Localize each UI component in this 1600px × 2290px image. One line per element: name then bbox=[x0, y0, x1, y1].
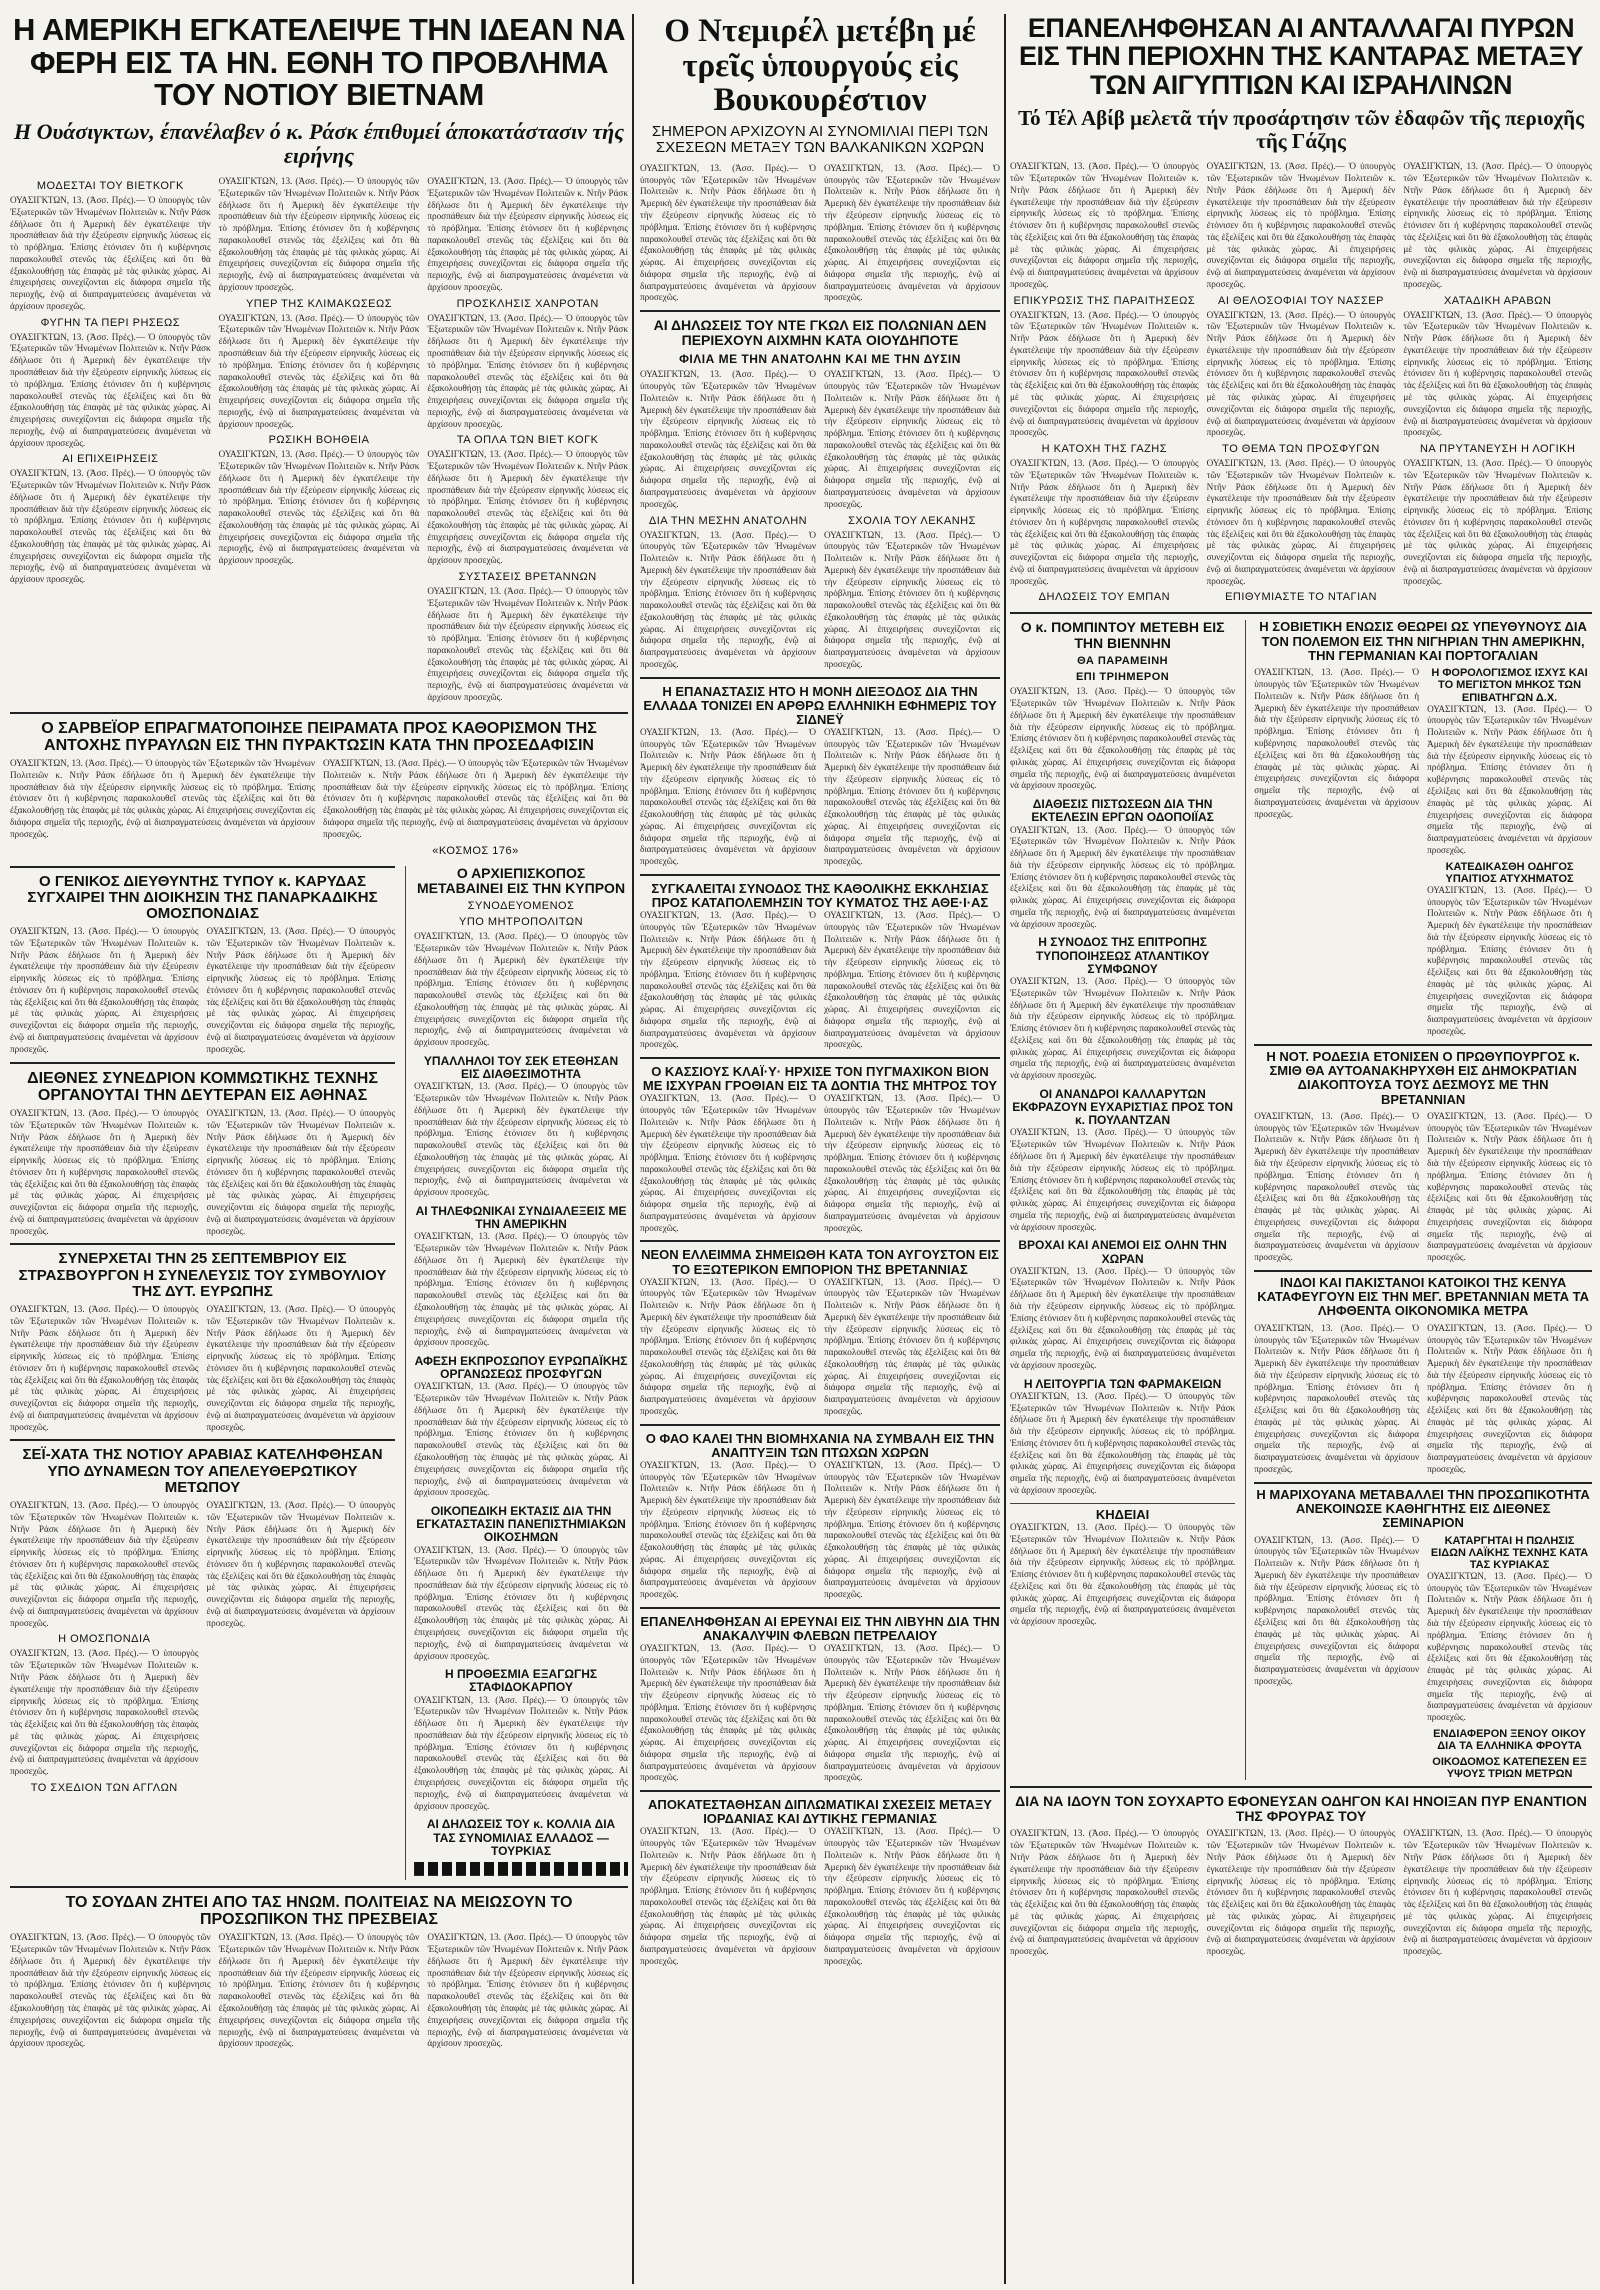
section-heading: ΣΥΝΟΔΕΥΟΜΕΝΟΣ bbox=[467, 900, 575, 913]
article-text: ΟΥΑΣΙΓΚΤΩΝ, 13. (Ἀσσ. Πρές).— Ὁ ὑπουργὸς τῶν Ἐξωτερικῶν τῶν Ἡνωμένων Πολιτειῶν κ. Ντῆν Ράσκ ἐδήλωσε ὅτι ἡ Ἀμερικὴ δὲν ἐγκατέλειψε τὴν προσπάθειαν διὰ τὴν ἐξεύρεσιν εἰρηνικῆς λύσεως εἰς τὸ πρόβλημα. Ἐπίσης ἐτόνισεν ὅτι ἡ κυβέρνησις παρακολουθεῖ στενῶς τὰς ἐξελίξεις καὶ ὅτι θὰ ἐξακολουθήσῃ τὰς ἐπαφὰς μὲ τὰς φιλικὰς χώρας. Αἱ ἐπιχειρήσεις συνεχίζονται εἰς διάφορα σημεῖα τῆς περιοχῆς, ἐνῷ αἱ διαπραγματεύσεις ἀναμένεται νὰ ἀρχίσουν προσεχῶς. bbox=[1254, 667, 1420, 819]
article-text: ΟΥΑΣΙΓΚΤΩΝ, 13. (Ἀσσ. Πρές).— Ὁ ὑπουργὸς τῶν Ἐξωτερικῶν τῶν Ἡνωμένων Πολιτειῶν κ. Ντῆν Ράσκ ἐδήλωσε ὅτι ἡ Ἀμερικὴ δὲν ἐγκατέλειψε τὴν προσπάθειαν διὰ τὴν ἐξεύρεσιν εἰρηνικῆς λύσεως εἰς τὸ πρόβλημα. Ἐπίσης ἐτόνισεν ὅτι ἡ κυβέρνησις παρακολουθεῖ στενῶς τὰς ἐξελίξεις καὶ ὅτι θὰ ἐξακολουθήσῃ τὰς ἐπαφὰς μὲ τὰς φιλικὰς χώρας. Αἱ ἐπιχειρήσεις συνεχίζονται εἰς διάφορα σημεῖα τῆς περιοχῆς, ἐνῷ αἱ διαπραγματεύσεις ἀναμένεται νὰ ἀρχίσουν προσεχῶς. bbox=[10, 1108, 199, 1236]
section-heading: ΕΠΙΘΥΜΙΑΣΤΕ ΤΟ ΝΤΑΓΙΑΝ bbox=[1225, 591, 1377, 604]
section-heading: ΕΠΙΚΥΡΩΣΙΣ ΤΗΣ ΠΑΡΑΙΤΗΣΕΩΣ bbox=[1013, 294, 1196, 307]
article-text: ΟΥΑΣΙΓΚΤΩΝ, 13. (Ἀσσ. Πρές).— Ὁ ὑπουργὸς τῶν Ἐξωτερικῶν τῶν Ἡνωμένων Πολιτειῶν κ. Ντῆν Ράσκ ἐδήλωσε ὅτι ἡ Ἀμερικὴ δὲν ἐγκατέλειψε τὴν προσπάθειαν διὰ τὴν ἐξεύρεσιν εἰρηνικῆς λύσεως εἰς τὸ πρόβλημα. Ἐπίσης ἐτόνισεν ὅτι ἡ κυβέρνησις παρακολουθεῖ στενῶς τὰς ἐξελίξεις καὶ ὅτι θὰ ἐξακολουθήσῃ τὰς ἐπαφὰς μὲ τὰς φιλικὰς χώρας. Αἱ ἐπιχειρήσεις συνεχίζονται εἰς διάφορα σημεῖα τῆς περιοχῆς, ἐνῷ αἱ διαπραγματεύσεις ἀναμένεται νὰ ἀρχίσουν προσεχῶς. bbox=[824, 369, 1000, 509]
section-heading: ΔΙΑ ΤΗΝ ΜΕΣΗΝ ΑΝΑΤΟΛΗΝ bbox=[648, 514, 808, 527]
article-text: ΟΥΑΣΙΓΚΤΩΝ, 13. (Ἀσσ. Πρές).— Ὁ ὑπουργὸς τῶν Ἐξωτερικῶν τῶν Ἡνωμένων Πολιτειῶν κ. Ντῆν Ράσκ ἐδήλωσε ὅτι ἡ Ἀμερικὴ δὲν ἐγκατέλειψε τὴν προσπάθειαν διὰ τὴν ἐξεύρεσιν εἰρηνικῆς λύσεως εἰς τὸ πρόβλημα. Ἐπίσης ἐτόνισεν ὅτι ἡ κυβέρνησις παρακολουθεῖ στενῶς τὰς ἐξελίξεις καὶ ὅτι θὰ ἐξακολουθήσῃ τὰς ἐπαφὰς μὲ τὰς φιλικὰς χώρας. Αἱ ἐπιχειρήσεις συνεχίζονται εἰς διάφορα σημεῖα τῆς περιοχῆς, ἐνῷ αἱ διαπραγματεύσεις ἀναμένεται νὰ ἀρχίσουν προσεχῶς. bbox=[1010, 975, 1236, 1081]
article-text: ΟΥΑΣΙΓΚΤΩΝ, 13. (Ἀσσ. Πρές).— Ὁ ὑπουργὸς τῶν Ἐξωτερικῶν τῶν Ἡνωμένων Πολιτειῶν κ. Ντῆν Ράσκ ἐδήλωσε ὅτι ἡ Ἀμερικὴ δὲν ἐγκατέλειψε τὴν προσπάθειαν διὰ τὴν ἐξεύρεσιν εἰρηνικῆς λύσεως εἰς τὸ πρόβλημα. Ἐπίσης ἐτόνισεν ὅτι ἡ κυβέρνησις παρακολουθεῖ στενῶς τὰς ἐξελίξεις καὶ ὅτι θὰ ἐξακολουθήσῃ τὰς ἐπαφὰς μὲ τὰς φιλικὰς χώρας. Αἱ ἐπιχειρήσεις συνεχίζονται εἰς διάφορα σημεῖα τῆς περιοχῆς, ἐνῷ αἱ διαπραγματεύσεις ἀναμένεται νὰ ἀρχίσουν προσεχῶς. bbox=[206, 926, 396, 1054]
section-heading: ΑΙ ΘΕΛΟΣΟΦΙΑΙ ΤΟΥ ΝΑΣΣΕΡ bbox=[1218, 294, 1384, 307]
article-text: ΟΥΑΣΙΓΚΤΩΝ, 13. (Ἀσσ. Πρές).— Ὁ ὑπουργὸς τῶν Ἐξωτερικῶν τῶν Ἡνωμένων Πολιτειῶν κ. Ντῆν Ράσκ ἐδήλωσε ὅτι ἡ Ἀμερικὴ δὲν ἐγκατέλειψε τὴν προσπάθειαν διὰ τὴν ἐξεύρεσιν εἰρηνικῆς λύσεως εἰς τὸ πρόβλημα. Ἐπίσης ἐτόνισεν ὅτι ἡ κυβέρνησις παρακολουθεῖ στενῶς τὰς ἐξελίξεις καὶ ὅτι θὰ ἐξακολουθήσῃ τὰς ἐπαφὰς μὲ τὰς φιλικὰς χώρας. Αἱ ἐπιχειρήσεις συνεχίζονται εἰς διάφορα σημεῖα τῆς περιοχῆς, ἐνῷ αἱ διαπραγματεύσεις ἀναμένεται νὰ ἀρχίσουν προσεχῶς. bbox=[414, 1381, 628, 1498]
article-text: ΟΥΑΣΙΓΚΤΩΝ, 13. (Ἀσσ. Πρές).— Ὁ ὑπουργὸς τῶν Ἐξωτερικῶν τῶν Ἡνωμένων Πολιτειῶν κ. Ντῆν Ράσκ ἐδήλωσε ὅτι ἡ Ἀμερικὴ δὲν ἐγκατέλειψε τὴν προσπάθειαν διὰ τὴν ἐξεύρεσιν εἰρηνικῆς λύσεως εἰς τὸ πρόβλημα. Ἐπίσης ἐτόνισεν ὅτι ἡ κυβέρνησις παρακολουθεῖ στενῶς τὰς ἐξελίξεις καὶ ὅτι θὰ ἐξακολουθήσῃ τὰς ἐπαφὰς μὲ τὰς φιλικὰς χώρας. Αἱ ἐπιχειρήσεις συνεχίζονται εἰς διάφορα σημεῖα τῆς περιοχῆς, ἐνῷ αἱ διαπραγματεύσεις ἀναμένεται νὰ ἀρχίσουν προσεχῶς. bbox=[10, 758, 315, 839]
article-text: ΟΥΑΣΙΓΚΤΩΝ, 13. (Ἀσσ. Πρές).— Ὁ ὑπουργὸς τῶν Ἐξωτερικῶν τῶν Ἡνωμένων Πολιτειῶν κ. Ντῆν Ράσκ ἐδήλωσε ὅτι ἡ Ἀμερικὴ δὲν ἐγκατέλειψε τὴν προσπάθειαν διὰ τὴν ἐξεύρεσιν εἰρηνικῆς λύσεως εἰς τὸ πρόβλημα. Ἐπίσης ἐτόνισεν ὅτι ἡ κυβέρνησις παρακολουθεῖ στενῶς τὰς ἐξελίξεις καὶ ὅτι θὰ ἐξακολουθήσῃ τὰς ἐπαφὰς μὲ τὰς φιλικὰς χώρας. Αἱ ἐπιχειρήσεις συνεχίζονται εἰς διάφορα σημεῖα τῆς περιοχῆς, ἐνῷ αἱ διαπραγματεύσεις ἀναμένεται νὰ ἀρχίσουν προσεχῶς. bbox=[10, 1500, 199, 1628]
article-text: ΟΥΑΣΙΓΚΤΩΝ, 13. (Ἀσσ. Πρές).— Ὁ ὑπουργὸς τῶν Ἐξωτερικῶν τῶν Ἡνωμένων Πολιτειῶν κ. Ντῆν Ράσκ ἐδήλωσε ὅτι ἡ Ἀμερικὴ δὲν ἐγκατέλειψε τὴν προσπάθειαν διὰ τὴν ἐξεύρεσιν εἰρηνικῆς λύσεως εἰς τὸ πρόβλημα. Ἐπίσης ἐτόνισεν ὅτι ἡ κυβέρνησις παρακολουθεῖ στενῶς τὰς ἐξελίξεις καὶ ὅτι θὰ ἐξακολουθήσῃ τὰς ἐπαφὰς μὲ τὰς φιλικὰς χώρας. Αἱ ἐπιχειρήσεις συνεχίζονται εἰς διάφορα σημεῖα τῆς περιοχῆς, ἐνῷ αἱ διαπραγματεύσεις ἀναμένεται νὰ ἀρχίσουν προσεχῶς. bbox=[427, 176, 629, 292]
article-text: ΟΥΑΣΙΓΚΤΩΝ, 13. (Ἀσσ. Πρές).— Ὁ ὑπουργὸς τῶν Ἐξωτερικῶν τῶν Ἡνωμένων Πολιτειῶν κ. Ντῆν Ράσκ ἐδήλωσε ὅτι ἡ Ἀμερικὴ δὲν ἐγκατέλειψε τὴν προσπάθειαν διὰ τὴν ἐξεύρεσιν εἰρηνικῆς λύσεως εἰς τὸ πρόβλημα. Ἐπίσης ἐτόνισεν ὅτι ἡ κυβέρνησις παρακολουθεῖ στενῶς τὰς ἐξελίξεις καὶ ὅτι θὰ ἐξακολουθήσῃ τὰς ἐπαφὰς μὲ τὰς φιλικὰς χώρας. Αἱ ἐπιχειρήσεις συνεχίζονται εἰς διάφορα σημεῖα τῆς περιοχῆς, ἐνῷ αἱ διαπραγματεύσεις ἀναμένεται νὰ ἀρχίσουν προσεχῶς. bbox=[1254, 1110, 1420, 1263]
headline-leitourgia: Η ΛΕΙΤΟΥΡΓΙΑ ΤΩΝ ΦΑΡΜΑΚΕΙΩΝ bbox=[1023, 1376, 1222, 1391]
section-heading: ΠΡΟΣΚΛΗΣΙΣ ΧΑΝΡΟΤΑΝ bbox=[456, 297, 599, 310]
article-text: ΟΥΑΣΙΓΚΤΩΝ, 13. (Ἀσσ. Πρές).— Ὁ ὑπουργὸς τῶν Ἐξωτερικῶν τῶν Ἡνωμένων Πολιτειῶν κ. Ντῆν Ράσκ ἐδήλωσε ὅτι ἡ Ἀμερικὴ δὲν ἐγκατέλειψε τὴν προσπάθειαν διὰ τὴν ἐξεύρεσιν εἰρηνικῆς λύσεως εἰς τὸ πρόβλημα. Ἐπίσης ἐτόνισεν ὅτι ἡ κυβέρνησις παρακολουθεῖ στενῶς τὰς ἐξελίξεις καὶ ὅτι θὰ ἐξακολουθήσῃ τὰς ἐπαφὰς μὲ τὰς φιλικὰς χώρας. Αἱ ἐπιχειρήσεις συνεχίζονται εἰς διάφορα σημεῖα τῆς περιοχῆς, ἐνῷ αἱ διαπραγματεύσεις ἀναμένεται νὰ ἀρχίσουν προσεχῶς. bbox=[1254, 1534, 1420, 1686]
headline-vroxai: ΒΡΟΧΑΙ ΚΑΙ ΑΝΕΜΟΙ ΕΙΣ ΟΛΗΝ ΤΗΝ ΧΩΡΑΝ bbox=[1018, 1238, 1227, 1266]
article-text: ΟΥΑΣΙΓΚΤΩΝ, 13. (Ἀσσ. Πρές).— Ὁ ὑπουργὸς τῶν Ἐξωτερικῶν τῶν Ἡνωμένων Πολιτειῶν κ. Ντῆν Ράσκ ἐδήλωσε ὅτι ἡ Ἀμερικὴ δὲν ἐγκατέλειψε τὴν προσπάθειαν διὰ τὴν ἐξεύρεσιν εἰρηνικῆς λύσεως εἰς τὸ πρόβλημα. Ἐπίσης ἐτόνισεν ὅτι ἡ κυβέρνησις παρακολουθεῖ στενῶς τὰς ἐξελίξεις καὶ ὅτι θὰ ἐξακολουθήσῃ τὰς ἐπαφὰς μὲ τὰς φιλικὰς χώρας. Αἱ ἐπιχειρήσεις συνεχίζονται εἰς διάφορα σημεῖα τῆς περιοχῆς, ἐνῷ αἱ διαπραγματεύσεις ἀναμένεται νὰ ἀρχίσουν προσεχῶς. bbox=[218, 176, 420, 292]
headline-katargitai: ΚΑΤΑΡΓΗΤΑΙ Η ΠΩΛΗΣΙΣ ΕΙΔΩΝ ΛΑΪΚΗΣ ΤΕΧΝΗΣ ΚΑΤΑ ΤΑΣ ΚΥΡΙΑΚΑΣ bbox=[1430, 1534, 1589, 1571]
article-text: ΟΥΑΣΙΓΚΤΩΝ, 13. (Ἀσσ. Πρές).— Ὁ ὑπουργὸς τῶν Ἐξωτερικῶν τῶν Ἡνωμένων Πολιτειῶν κ. Ντῆν Ράσκ ἐδήλωσε ὅτι ἡ Ἀμερικὴ δὲν ἐγκατέλειψε τὴν προσπάθειαν διὰ τὴν ἐξεύρεσιν εἰρηνικῆς λύσεως εἰς τὸ πρόβλημα. Ἐπίσης ἐτόνισεν ὅτι ἡ κυβέρνησις παρακολουθεῖ στενῶς τὰς ἐξελίξεις καὶ ὅτι θὰ ἐξακολουθήσῃ τὰς ἐπαφὰς μὲ τὰς φιλικὰς χώρας. Αἱ ἐπιχειρήσεις συνεχίζονται εἰς διάφορα σημεῖα τῆς περιοχῆς, ἐνῷ αἱ διαπραγματεύσεις ἀναμένεται νὰ ἀρχίσουν προσεχῶς. bbox=[414, 1231, 628, 1348]
kantara-headline: ΕΠΑΝΕΛΗΦΘΗΣΑΝ ΑΙ ΑΝΤΑΛΛΑΓΑΙ ΠΥΡΩΝ ΕΙΣ ΤΗΝ ΠΕΡΙΟΧΗΝ ΤΗΣ ΚΑΝΤΑΡΑΣ ΜΕΤΑΞΥ ΤΩΝ ΑΙΓΥΠΤΙΩΝ ΚΑΙ ΙΣΡΑΗΛΙΝΩΝ bbox=[1019, 13, 1583, 100]
article-text: ΟΥΑΣΙΓΚΤΩΝ, 13. (Ἀσσ. Πρές).— Ὁ ὑπουργὸς τῶν Ἐξωτερικῶν τῶν Ἡνωμένων Πολιτειῶν κ. Ντῆν Ράσκ ἐδήλωσε ὅτι ἡ Ἀμερικὴ δὲν ἐγκατέλειψε τὴν προσπάθειαν διὰ τὴν ἐξεύρεσιν εἰρηνικῆς λύσεως εἰς τὸ πρόβλημα. Ἐπίσης ἐτόνισεν ὅτι ἡ κυβέρνησις παρακολουθεῖ στενῶς τὰς ἐξελίξεις καὶ ὅτι θὰ ἐξακολουθήσῃ τὰς ἐπαφὰς μὲ τὰς φιλικὰς χώρας. Αἱ ἐπιχειρήσεις συνεχίζονται εἰς διάφορα σημεῖα τῆς περιοχῆς, ἐνῷ αἱ διαπραγματεύσεις ἀναμένεται νὰ ἀρχίσουν προσεχῶς. bbox=[640, 910, 816, 1050]
section-heading: ΦΥΓΗΝ ΤΑ ΠΕΡΙ ΡΗΣΕΩΣ bbox=[40, 316, 181, 329]
article-text: ΟΥΑΣΙΓΚΤΩΝ, 13. (Ἀσσ. Πρές).— Ὁ ὑπουργὸς τῶν Ἐξωτερικῶν τῶν Ἡνωμένων Πολιτειῶν κ. Ντῆν Ράσκ ἐδήλωσε ὅτι ἡ Ἀμερικὴ δὲν ἐγκατέλειψε τὴν προσπάθειαν διὰ τὴν ἐξεύρεσιν εἰρηνικῆς λύσεως εἰς τὸ πρόβλημα. Ἐπίσης ἐτόνισεν ὅτι ἡ κυβέρνησις παρακολουθεῖ στενῶς τὰς ἐξελίξεις καὶ ὅτι θὰ ἐξακολουθήσῃ τὰς ἐπαφὰς μὲ τὰς φιλικὰς χώρας. Αἱ ἐπιχειρήσεις συνεχίζονται εἰς διάφορα σημεῖα τῆς περιοχῆς, ἐνῷ αἱ διαπραγματεύσεις ἀναμένεται νὰ ἀρχίσουν προσεχῶς. bbox=[1206, 309, 1396, 438]
article-text: ΟΥΑΣΙΓΚΤΩΝ, 13. (Ἀσσ. Πρές).— Ὁ ὑπουργὸς τῶν Ἐξωτερικῶν τῶν Ἡνωμένων Πολιτειῶν κ. Ντῆν Ράσκ ἐδήλωσε ὅτι ἡ Ἀμερικὴ δὲν ἐγκατέλειψε τὴν προσπάθειαν διὰ τὴν ἐξεύρεσιν εἰρηνικῆς λύσεως εἰς τὸ πρόβλημα. Ἐπίσης ἐτόνισεν ὅτι ἡ κυβέρνησις παρακολουθεῖ στενῶς τὰς ἐξελίξεις καὶ ὅτι θὰ ἐξακολουθήσῃ τὰς ἐπαφὰς μὲ τὰς φιλικὰς χώρας. Αἱ ἐπιχειρήσεις συνεχίζονται εἰς διάφορα σημεῖα τῆς περιοχῆς, ἐνῷ αἱ διαπραγματεύσεις ἀναμένεται νὰ ἀρχίσουν προσεχῶς. bbox=[824, 1826, 1000, 1966]
section-heading: ΑΙ ΕΠΙΧΕΙΡΗΣΕΙΣ bbox=[62, 453, 159, 466]
article-text: ΟΥΑΣΙΓΚΤΩΝ, 13. (Ἀσσ. Πρές).— Ὁ ὑπουργὸς τῶν Ἐξωτερικῶν τῶν Ἡνωμένων Πολιτειῶν κ. Ντῆν Ράσκ ἐδήλωσε ὅτι ἡ Ἀμερικὴ δὲν ἐγκατέλειψε τὴν προσπάθειαν διὰ τὴν ἐξεύρεσιν εἰρηνικῆς λύσεως εἰς τὸ πρόβλημα. Ἐπίσης ἐτόνισεν ὅτι ἡ κυβέρνησις παρακολουθεῖ στενῶς τὰς ἐξελίξεις καὶ ὅτι θὰ ἐξακολουθήσῃ τὰς ἐπαφὰς μὲ τὰς φιλικὰς χώρας. Αἱ ἐπιχειρήσεις συνεχίζονται εἰς διάφορα σημεῖα τῆς περιοχῆς, ἐνῷ αἱ διαπραγματεύσεις ἀναμένεται νὰ ἀρχίσουν προσεχῶς. bbox=[824, 910, 1000, 1050]
article-text: ΟΥΑΣΙΓΚΤΩΝ, 13. (Ἀσσ. Πρές).— Ὁ ὑπουργὸς τῶν Ἐξωτερικῶν τῶν Ἡνωμένων Πολιτειῶν κ. Ντῆν Ράσκ ἐδήλωσε ὅτι ἡ Ἀμερικὴ δὲν ἐγκατέλειψε τὴν προσπάθειαν διὰ τὴν ἐξεύρεσιν εἰρηνικῆς λύσεως εἰς τὸ πρόβλημα. Ἐπίσης ἐτόνισεν ὅτι ἡ κυβέρνησις παρακολουθεῖ στενῶς τὰς ἐξελίξεις καὶ ὅτι θὰ ἐξακολουθήσῃ τὰς ἐπαφὰς μὲ τὰς φιλικὰς χώρας. Αἱ ἐπιχειρήσεις συνεχίζονται εἰς διάφορα σημεῖα τῆς περιοχῆς, ἐνῷ αἱ διαπραγματεύσεις ἀναμένεται νὰ ἀρχίσουν προσεχῶς. bbox=[1403, 161, 1593, 289]
section-heading: ΦΙΛΙΑ ΜΕ ΤΗΝ ΑΝΑΤΟΛΗΝ ΚΑΙ ΜΕ ΤΗΝ ΔΥΣΙΝ bbox=[679, 352, 961, 367]
headline-souxarto: ΔΙΑ ΝΑ ΙΔΟΥΝ ΤΟΝ ΣΟΥΧΑΡΤΟ ΕΦΟΝΕΥΣΑΝ ΟΔΗΓΟΝ ΚΑΙ ΗΝΟΙΞΑΝ ΠΥΡ ΕΝΑΝΤΙΟΝ ΤΗΣ ΦΡΟΥΡΑΣ ΤΟΥ bbox=[1010, 1786, 1592, 1824]
article-text: ΟΥΑΣΙΓΚΤΩΝ, 13. (Ἀσσ. Πρές).— Ὁ ὑπουργὸς τῶν Ἐξωτερικῶν τῶν Ἡνωμένων Πολιτειῶν κ. Ντῆν Ράσκ ἐδήλωσε ὅτι ἡ Ἀμερικὴ δὲν ἐγκατέλειψε τὴν προσπάθειαν διὰ τὴν ἐξεύρεσιν εἰρηνικῆς λύσεως εἰς τὸ πρόβλημα. Ἐπίσης ἐτόνισεν ὅτι ἡ κυβέρνησις παρακολουθεῖ στενῶς τὰς ἐξελίξεις καὶ ὅτι θὰ ἐξακολουθήσῃ τὰς ἐπαφὰς μὲ τὰς φιλικὰς χώρας. Αἱ ἐπιχειρήσεις συνεχίζονται εἰς διάφορα σημεῖα τῆς περιοχῆς, ἐνῷ αἱ διαπραγματεύσεις ἀναμένεται νὰ ἀρχίσουν προσεχῶς. bbox=[1010, 161, 1199, 289]
headline-soudan: ΤΟ ΣΟΥΔΑΝ ΖΗΤΕΙ ΑΠΟ ΤΑΣ ΗΝΩΜ. ΠΟΛΙΤΕΙΑΣ ΝΑ ΜΕΙΩΣΟΥΝ ΤΟ ΠΡΟΣΩΠΙΚΟΝ ΤΗΣ ΠΡΕΣΒΕΙΑΣ bbox=[10, 1886, 628, 1929]
headline-epanastasi: Η ΕΠΑΝΑΣΤΑΣΙΣ ΗΤΟ Η ΜΟΝΗ ΔΙΕΞΟΔΟΣ ΔΙΑ ΤΗΝ ΕΛΛΑΔΑ ΤΟΝΙΖΕΙ ΕΝ ΑΡΘΡΩ ΕΛΛΗΝΙΚΗ ΕΦΗΜΕΡΙΣ ΤΟΥ ΣΙΔΝΕΫ bbox=[640, 677, 1000, 727]
article-text: ΟΥΑΣΙΓΚΤΩΝ, 13. (Ἀσσ. Πρές).— Ὁ ὑπουργὸς τῶν Ἐξωτερικῶν τῶν Ἡνωμένων Πολιτειῶν κ. Ντῆν Ράσκ ἐδήλωσε ὅτι ἡ Ἀμερικὴ δὲν ἐγκατέλειψε τὴν προσπάθειαν διὰ τὴν ἐξεύρεσιν εἰρηνικῆς λύσεως εἰς τὸ πρόβλημα. Ἐπίσης ἐτόνισεν ὅτι ἡ κυβέρνησις παρακολουθεῖ στενῶς τὰς ἐξελίξεις καὶ ὅτι θὰ ἐξακολουθήσῃ τὰς ἐπαφὰς μὲ τὰς φιλικὰς χώρας. Αἱ ἐπιχειρήσεις συνεχίζονται εἰς διάφορα σημεῖα τῆς περιοχῆς, ἐνῷ αἱ διαπραγματεύσεις ἀναμένεται νὰ ἀρχίσουν προσεχῶς. bbox=[824, 1643, 1000, 1783]
article-text: ΟΥΑΣΙΓΚΤΩΝ, 13. (Ἀσσ. Πρές).— Ὁ ὑπουργὸς τῶν Ἐξωτερικῶν τῶν Ἡνωμένων Πολιτειῶν κ. Ντῆν Ράσκ ἐδήλωσε ὅτι ἡ Ἀμερικὴ δὲν ἐγκατέλειψε τὴν προσπάθειαν διὰ τὴν ἐξεύρεσιν εἰρηνικῆς λύσεως εἰς τὸ πρόβλημα. Ἐπίσης ἐτόνισεν ὅτι ἡ κυβέρνησις παρακολουθεῖ στενῶς τὰς ἐξελίξεις καὶ ὅτι θὰ ἐξακολουθήσῃ τὰς ἐπαφὰς μὲ τὰς φιλικὰς χώρας. Αἱ ἐπιχειρήσεις συνεχίζονται εἰς διάφορα σημεῖα τῆς περιοχῆς, ἐνῷ αἱ διαπραγματεύσεις ἀναμένεται νὰ ἀρχίσουν προσεχῶς. bbox=[1010, 686, 1236, 791]
article-text: ΟΥΑΣΙΓΚΤΩΝ, 13. (Ἀσσ. Πρές).— Ὁ ὑπουργὸς τῶν Ἐξωτερικῶν τῶν Ἡνωμένων Πολιτειῶν κ. Ντῆν Ράσκ ἐδήλωσε ὅτι ἡ Ἀμερικὴ δὲν ἐγκατέλειψε τὴν προσπάθειαν διὰ τὴν ἐξεύρεσιν εἰρηνικῆς λύσεως εἰς τὸ πρόβλημα. Ἐπίσης ἐτόνισεν ὅτι ἡ κυβέρνησις παρακολουθεῖ στενῶς τὰς ἐξελίξεις καὶ ὅτι θὰ ἐξακολουθήσῃ τὰς ἐπαφὰς μὲ τὰς φιλικὰς χώρας. Αἱ ἐπιχειρήσεις συνεχίζονται εἰς διάφορα σημεῖα τῆς περιοχῆς, ἐνῷ αἱ διαπραγματεύσεις ἀναμένεται νὰ ἀρχίσουν προσεχῶς. bbox=[10, 468, 211, 585]
headline-kenya: ΙΝΔΟΙ ΚΑΙ ΠΑΚΙΣΤΑΝΟΙ ΚΑΤΟΙΚΟΙ ΤΗΣ ΚΕΝΥΑ ΚΑΤΑΦΕΥΓΟΥΝ ΕΙΣ ΤΗΝ ΜΕΓ. ΒΡΕΤΑΝΝΙΑΝ ΜΕΤΑ ΤΑ ΛΗΦΘΕΝΤΑ ΟΙΚΟΝΟΜΙΚΑ ΜΕΤΡΑ bbox=[1254, 1270, 1592, 1319]
article-text: ΟΥΑΣΙΓΚΤΩΝ, 13. (Ἀσσ. Πρές).— Ὁ ὑπουργὸς τῶν Ἐξωτερικῶν τῶν Ἡνωμένων Πολιτειῶν κ. Ντῆν Ράσκ ἐδήλωσε ὅτι ἡ Ἀμερικὴ δὲν ἐγκατέλειψε τὴν προσπάθειαν διὰ τὴν ἐξεύρεσιν εἰρηνικῆς λύσεως εἰς τὸ πρόβλημα. Ἐπίσης ἐτόνισεν ὅτι ἡ κυβέρνησις παρακολουθεῖ στενῶς τὰς ἐξελίξεις καὶ ὅτι θὰ ἐξακολουθήσῃ τὰς ἐπαφὰς μὲ τὰς φιλικὰς χώρας. Αἱ ἐπιχειρήσεις συνεχίζονται εἰς διάφορα σημεῖα τῆς περιοχῆς, ἐνῷ αἱ διαπραγματεύσεις ἀναμένεται νὰ ἀρχίσουν προσεχῶς. bbox=[427, 312, 629, 429]
column-rule bbox=[632, 14, 634, 2284]
article-text: ΟΥΑΣΙΓΚΤΩΝ, 13. (Ἀσσ. Πρές).— Ὁ ὑπουργὸς τῶν Ἐξωτερικῶν τῶν Ἡνωμένων Πολιτειῶν κ. Ντῆν Ράσκ ἐδήλωσε ὅτι ἡ Ἀμερικὴ δὲν ἐγκατέλειψε τὴν προσπάθειαν διὰ τὴν ἐξεύρεσιν εἰρηνικῆς λύσεως εἰς τὸ πρόβλημα. Ἐπίσης ἐτόνισεν ὅτι ἡ κυβέρνησις παρακολουθεῖ στενῶς τὰς ἐξελίξεις καὶ ὅτι θὰ ἐξακολουθήσῃ τὰς ἐπαφὰς μὲ τὰς φιλικὰς χώρας. Αἱ ἐπιχειρήσεις συνεχίζονται εἰς διάφορα σημεῖα τῆς περιοχῆς, ἐνῷ αἱ διαπραγματεύσεις ἀναμένεται νὰ ἀρχίσουν προσεχῶς. bbox=[640, 162, 816, 303]
section-heading: ΤΟ ΣΧΕΔΙΟΝ ΤΩΝ ΑΓΓΛΩΝ bbox=[30, 1781, 178, 1794]
section-heading: ΕΠΙ ΤΡΙΗΜΕΡΟΝ bbox=[1075, 671, 1170, 684]
column-right bbox=[1010, 14, 1592, 1958]
article-text: ΟΥΑΣΙΓΚΤΩΝ, 13. (Ἀσσ. Πρές).— Ὁ ὑπουργὸς τῶν Ἐξωτερικῶν τῶν Ἡνωμένων Πολιτειῶν κ. Ντῆν Ράσκ ἐδήλωσε ὅτι ἡ Ἀμερικὴ δὲν ἐγκατέλειψε τὴν προσπάθειαν διὰ τὴν ἐξεύρεσιν εἰρηνικῆς λύσεως εἰς τὸ πρόβλημα. Ἐπίσης ἐτόνισεν ὅτι ἡ κυβέρνησις παρακολουθεῖ στενῶς τὰς ἐξελίξεις καὶ ὅτι θὰ ἐξακολουθήσῃ τὰς ἐπαφὰς μὲ τὰς φιλικὰς χώρας. Αἱ ἐπιχειρήσεις συνεχίζονται εἰς διάφορα σημεῖα τῆς περιοχῆς, ἐνῷ αἱ διαπραγματεύσεις ἀναμένεται νὰ ἀρχίσουν προσεχῶς. bbox=[10, 1932, 211, 2049]
headline-archiep: Ο ΑΡΧΙΕΠΙΣΚΟΠΟΣ ΜΕΤΑΒΑΙΝΕΙ ΕΙΣ ΤΗΝ ΚΥΠΡΟΝ bbox=[417, 864, 626, 896]
article-text: ΟΥΑΣΙΓΚΤΩΝ, 13. (Ἀσσ. Πρές).— Ὁ ὑπουργὸς τῶν Ἐξωτερικῶν τῶν Ἡνωμένων Πολιτειῶν κ. Ντῆν Ράσκ ἐδήλωσε ὅτι ἡ Ἀμερικὴ δὲν ἐγκατέλειψε τὴν προσπάθειαν διὰ τὴν ἐξεύρεσιν εἰρηνικῆς λύσεως εἰς τὸ πρόβλημα. Ἐπίσης ἐτόνισεν ὅτι ἡ κυβέρνησις παρακολουθεῖ στενῶς τὰς ἐξελίξεις καὶ ὅτι θὰ ἐξακολουθήσῃ τὰς ἐπαφὰς μὲ τὰς φιλικὰς χώρας. Αἱ ἐπιχειρήσεις συνεχίζονται εἰς διάφορα σημεῖα τῆς περιοχῆς, ἐνῷ αἱ διαπραγματεύσεις ἀναμένεται νὰ ἀρχίσουν προσεχῶς. bbox=[824, 1093, 1000, 1233]
headline-gkol: ΑΙ ΔΗΛΩΣΕΙΣ ΤΟΥ ΝΤΕ ΓΚΩΛ ΕΙΣ ΠΟΛΩΝΙΑΝ ΔΕΝ ΠΕΡΙΕΧΟΥΝ ΑΙΧΜΗΝ ΚΑΤΑ ΟΙΟΥΔΗΠΟΤΕ bbox=[640, 310, 1000, 348]
headline-oikodomos: ΟΙΚΟΔΟΜΟΣ ΚΑΤΕΠΕΣΕΝ ΕΞ ΥΨΟΥΣ ΤΡΙΩΝ ΜΕΤΡΩΝ bbox=[1432, 1756, 1587, 1781]
section-heading: ΥΠΕΡ ΤΗΣ ΚΛΙΜΑΚΩΣΕΩΣ bbox=[245, 297, 393, 310]
headline-oikopeda: ΟΙΚΟΠΕΔΙΚΗ ΕΚΤΑΣΙΣ ΔΙΑ ΤΗΝ ΕΓΚΑΤΑΣΤΑΣΙΝ ΠΑΝΕΠΙΣΤΗΜΙΑΚΩΝ ΟΙΚΟΣΗΜΩΝ bbox=[416, 1504, 626, 1545]
main-article bbox=[10, 176, 628, 704]
section-heading: ΔΗΛΩΣΕΙΣ ΤΟΥ ΕΜΠΑΝ bbox=[1038, 591, 1171, 604]
headline-strasbourg: ΣΥΝΕΡΧΕΤΑΙ ΤΗΝ 25 ΣΕΠΤΕΜΒΡΙΟΥ ΕΙΣ ΣΤΡΑΣΒΟΥΡΓΟΝ Η ΣΥΝΕΛΕΥΣΙΣ ΤΟΥ ΣΥΜΒΟΥΛΙΟΥ ΤΗΣ ΔΥΤ. ΕΥΡΩΠΗΣ bbox=[10, 1243, 395, 1300]
article-text: ΟΥΑΣΙΓΚΤΩΝ, 13. (Ἀσσ. Πρές).— Ὁ ὑπουργὸς τῶν Ἐξωτερικῶν τῶν Ἡνωμένων Πολιτειῶν κ. Ντῆν Ράσκ ἐδήλωσε ὅτι ἡ Ἀμερικὴ δὲν ἐγκατέλειψε τὴν προσπάθειαν διὰ τὴν ἐξεύρεσιν εἰρηνικῆς λύσεως εἰς τὸ πρόβλημα. Ἐπίσης ἐτόνισεν ὅτι ἡ κυβέρνησις παρακολουθεῖ στενῶς τὰς ἐξελίξεις καὶ ὅτι θὰ ἐξακολουθήσῃ τὰς ἐπαφὰς μὲ τὰς φιλικὰς χώρας. Αἱ ἐπιχειρήσεις συνεχίζονται εἰς διάφορα σημεῖα τῆς περιοχῆς, ἐνῷ αἱ διαπραγματεύσεις ἀναμένεται νὰ ἀρχίσουν προσεχῶς. bbox=[10, 926, 199, 1054]
article-text: ΟΥΑΣΙΓΚΤΩΝ, 13. (Ἀσσ. Πρές).— Ὁ ὑπουργὸς τῶν Ἐξωτερικῶν τῶν Ἡνωμένων Πολιτειῶν κ. Ντῆν Ράσκ ἐδήλωσε ὅτι ἡ Ἀμερικὴ δὲν ἐγκατέλειψε τὴν προσπάθειαν διὰ τὴν ἐξεύρεσιν εἰρηνικῆς λύσεως εἰς τὸ πρόβλημα. Ἐπίσης ἐτόνισεν ὅτι ἡ κυβέρνησις παρακολουθεῖ στενῶς τὰς ἐξελίξεις καὶ ὅτι θὰ ἐξακολουθήσῃ τὰς ἐπαφὰς μὲ τὰς φιλικὰς χώρας. Αἱ ἐπιχειρήσεις συνεχίζονται εἰς διάφορα σημεῖα τῆς περιοχῆς, ἐνῷ αἱ διαπραγματεύσεις ἀναμένεται νὰ ἀρχίσουν προσεχῶς. bbox=[640, 369, 816, 509]
article-text: ΟΥΑΣΙΓΚΤΩΝ, 13. (Ἀσσ. Πρές).— Ὁ ὑπουργὸς τῶν Ἐξωτερικῶν τῶν Ἡνωμένων Πολιτειῶν κ. Ντῆν Ράσκ ἐδήλωσε ὅτι ἡ Ἀμερικὴ δὲν ἐγκατέλειψε τὴν προσπάθειαν διὰ τὴν ἐξεύρεσιν εἰρηνικῆς λύσεως εἰς τὸ πρόβλημα. Ἐπίσης ἐτόνισεν ὅτι ἡ κυβέρνησις παρακολουθεῖ στενῶς τὰς ἐξελίξεις καὶ ὅτι θὰ ἐξακολουθήσῃ τὰς ἐπαφὰς μὲ τὰς φιλικὰς χώρας. Αἱ ἐπιχειρήσεις συνεχίζονται εἰς διάφορα σημεῖα τῆς περιοχῆς, ἐνῷ αἱ διαπραγματεύσεις ἀναμένεται νὰ ἀρχίσουν προσεχῶς. bbox=[427, 449, 629, 566]
article-text: ΟΥΑΣΙΓΚΤΩΝ, 13. (Ἀσσ. Πρές).— Ὁ ὑπουργὸς τῶν Ἐξωτερικῶν τῶν Ἡνωμένων Πολιτειῶν κ. Ντῆν Ράσκ ἐδήλωσε ὅτι ἡ Ἀμερικὴ δὲν ἐγκατέλειψε τὴν προσπάθειαν διὰ τὴν ἐξεύρεσιν εἰρηνικῆς λύσεως εἰς τὸ πρόβλημα. Ἐπίσης ἐτόνισεν ὅτι ἡ κυβέρνησις παρακολουθεῖ στενῶς τὰς ἐξελίξεις καὶ ὅτι θὰ ἐξακολουθήσῃ τὰς ἐπαφὰς μὲ τὰς φιλικὰς χώρας. Αἱ ἐπιχειρήσεις συνεχίζονται εἰς διάφορα σημεῖα τῆς περιοχῆς, ἐνῷ αἱ διαπραγματεύσεις ἀναμένεται νὰ ἀρχίσουν προσεχῶς. bbox=[414, 1081, 628, 1198]
section-heading: Η ΟΜΟΣΠΟΝΔΙΑ bbox=[58, 1633, 151, 1646]
headline-kollia: ΑΙ ΔΗΛΩΣΕΙΣ ΤΟΥ κ. ΚΟΛΛΙΑ ΔΙΑ ΤΑΣ ΣΥΝΟΜΙΛΙΑΣ ΕΛΛΑΔΟΣ — ΤΟΥΡΚΙΑΣ bbox=[426, 1817, 616, 1858]
article-text: ΟΥΑΣΙΓΚΤΩΝ, 13. (Ἀσσ. Πρές).— Ὁ ὑπουργὸς τῶν Ἐξωτερικῶν τῶν Ἡνωμένων Πολιτειῶν κ. Ντῆν Ράσκ ἐδήλωσε ὅτι ἡ Ἀμερικὴ δὲν ἐγκατέλειψε τὴν προσπάθειαν διὰ τὴν ἐξεύρεσιν εἰρηνικῆς λύσεως εἰς τὸ πρόβλημα. Ἐπίσης ἐτόνισεν ὅτι ἡ κυβέρνησις παρακολουθεῖ στενῶς τὰς ἐξελίξεις καὶ ὅτι θὰ ἐξακολουθήσῃ τὰς ἐπαφὰς μὲ τὰς φιλικὰς χώρας. Αἱ ἐπιχειρήσεις συνεχίζονται εἰς διάφορα σημεῖα τῆς περιοχῆς, ἐνῷ αἱ διαπραγματεύσεις ἀναμένεται νὰ ἀρχίσουν προσεχῶς. bbox=[414, 1694, 628, 1811]
article-text: ΟΥΑΣΙΓΚΤΩΝ, 13. (Ἀσσ. Πρές).— Ὁ ὑπουργὸς τῶν Ἐξωτερικῶν τῶν Ἡνωμένων Πολιτειῶν κ. Ντῆν Ράσκ ἐδήλωσε ὅτι ἡ Ἀμερικὴ δὲν ἐγκατέλειψε τὴν προσπάθειαν διὰ τὴν ἐξεύρεσιν εἰρηνικῆς λύσεως εἰς τὸ πρόβλημα. Ἐπίσης ἐτόνισεν ὅτι ἡ κυβέρνησις παρακολουθεῖ στενῶς τὰς ἐξελίξεις καὶ ὅτι θὰ ἐξακολουθήσῃ τὰς ἐπαφὰς μὲ τὰς φιλικὰς χώρας. Αἱ ἐπιχειρήσεις συνεχίζονται εἰς διάφορα σημεῖα τῆς περιοχῆς, ἐνῷ αἱ διαπραγματεύσεις ἀναμένεται νὰ ἀρχίσουν προσεχῶς. bbox=[1206, 458, 1396, 586]
headline-fao: Ο ΦΑΟ ΚΑΛΕΙ ΤΗΝ ΒΙΟΜΗΧΑΝΙΑ ΝΑ ΣΥΜΒΑΛΗ ΕΙΣ ΤΗΝ ΑΝΑΠΤΥΞΙΝ ΤΩΝ ΠΤΩΧΩΝ ΧΩΡΩΝ bbox=[640, 1424, 1000, 1460]
article-text: ΟΥΑΣΙΓΚΤΩΝ, 13. (Ἀσσ. Πρές).— Ὁ ὑπουργὸς τῶν Ἐξωτερικῶν τῶν Ἡνωμένων Πολιτειῶν κ. Ντῆν Ράσκ ἐδήλωσε ὅτι ἡ Ἀμερικὴ δὲν ἐγκατέλειψε τὴν προσπάθειαν διὰ τὴν ἐξεύρεσιν εἰρηνικῆς λύσεως εἰς τὸ πρόβλημα. Ἐπίσης ἐτόνισεν ὅτι ἡ κυβέρνησις παρακολουθεῖ στενῶς τὰς ἐξελίξεις καὶ ὅτι θὰ ἐξακολουθήσῃ τὰς ἐπαφὰς μὲ τὰς φιλικὰς χώρας. Αἱ ἐπιχειρήσεις συνεχίζονται εἰς διάφορα σημεῖα τῆς περιοχῆς, ἐνῷ αἱ διαπραγματεύσεις ἀναμένεται νὰ ἀρχίσουν προσεχῶς. bbox=[1010, 1521, 1236, 1627]
section-heading: ΣΧΟΛΙΑ ΤΟΥ ΛΕΚΑΝΗΣ bbox=[848, 514, 976, 527]
headline-kideiai: ΚΗΔΕΙΑΙ bbox=[1010, 1503, 1235, 1522]
article-text: ΟΥΑΣΙΓΚΤΩΝ, 13. (Ἀσσ. Πρές).— Ὁ ὑπουργὸς τῶν Ἐξωτερικῶν τῶν Ἡνωμένων Πολιτειῶν κ. Ντῆν Ράσκ ἐδήλωσε ὅτι ἡ Ἀμερικὴ δὲν ἐγκατέλειψε τὴν προσπάθειαν διὰ τὴν ἐξεύρεσιν εἰρηνικῆς λύσεως εἰς τὸ πρόβλημα. Ἐπίσης ἐτόνισεν ὅτι ἡ κυβέρνησις παρακολουθεῖ στενῶς τὰς ἐξελίξεις καὶ ὅτι θὰ ἐξακολουθήσῃ τὰς ἐπαφὰς μὲ τὰς φιλικὰς χώρας. Αἱ ἐπιχειρήσεις συνεχίζονται εἰς διάφορα σημεῖα τῆς περιοχῆς, ἐνῷ αἱ διαπραγματεύσεις ἀναμένεται νὰ ἀρχίσουν προσεχῶς. bbox=[1403, 309, 1593, 438]
headline-afesi: ΑΦΕΣΗ ΕΚΠΡΟΣΩΠΟΥ ΕΥΡΩΠΑΪΚΗΣ ΟΡΓΑΝΩΣΕΩΣ ΠΡΟΣΦΥΓΩΝ bbox=[414, 1354, 628, 1382]
section-heading: ΤΟ ΘΕΜΑ ΤΩΝ ΠΡΟΣΦΥΓΩΝ bbox=[1222, 443, 1380, 456]
headline-thalamoi: ΑΙ ΤΗΛΕΦΩΝΙΚΑΙ ΣΥΝΔΙΑΛΕΞΕΙΣ ΜΕ ΤΗΝ ΑΜΕΡΙΚΗΝ bbox=[415, 1204, 627, 1232]
article-text: ΟΥΑΣΙΓΚΤΩΝ, 13. (Ἀσσ. Πρές).— Ὁ ὑπουργὸς τῶν Ἐξωτερικῶν τῶν Ἡνωμένων Πολιτειῶν κ. Ντῆν Ράσκ ἐδήλωσε ὅτι ἡ Ἀμερικὴ δὲν ἐγκατέλειψε τὴν προσπάθειαν διὰ τὴν ἐξεύρεσιν εἰρηνικῆς λύσεως εἰς τὸ πρόβλημα. Ἐπίσης ἐτόνισεν ὅτι ἡ κυβέρνησις παρακολουθεῖ στενῶς τὰς ἐξελίξεις καὶ ὅτι θὰ ἐξακολουθήσῃ τὰς ἐπαφὰς μὲ τὰς φιλικὰς χώρας. Αἱ ἐπιχειρήσεις συνεχίζονται εἰς διάφορα σημεῖα τῆς περιοχῆς, ἐνῷ αἱ διαπραγματεύσεις ἀναμένεται νὰ ἀρχίσουν προσεχῶς. bbox=[640, 1643, 816, 1783]
article-text: ΟΥΑΣΙΓΚΤΩΝ, 13. (Ἀσσ. Πρές).— Ὁ ὑπουργὸς τῶν Ἐξωτερικῶν τῶν Ἡνωμένων Πολιτειῶν κ. Ντῆν Ράσκ ἐδήλωσε ὅτι ἡ Ἀμερικὴ δὲν ἐγκατέλειψε τὴν προσπάθειαν διὰ τὴν ἐξεύρεσιν εἰρηνικῆς λύσεως εἰς τὸ πρόβλημα. Ἐπίσης ἐτόνισεν ὅτι ἡ κυβέρνησις παρακολουθεῖ στενῶς τὰς ἐξελίξεις καὶ ὅτι θὰ ἐξακολουθήσῃ τὰς ἐπαφὰς μὲ τὰς φιλικὰς χώρας. Αἱ ἐπιχειρήσεις συνεχίζονται εἰς διάφορα σημεῖα τῆς περιοχῆς, ἐνῷ αἱ διαπραγματεύσεις ἀναμένεται νὰ ἀρχίσουν προσεχῶς. bbox=[824, 1459, 1000, 1600]
article-text: ΟΥΑΣΙΓΚΤΩΝ, 13. (Ἀσσ. Πρές).— Ὁ ὑπουργὸς τῶν Ἐξωτερικῶν τῶν Ἡνωμένων Πολιτειῶν κ. Ντῆν Ράσκ ἐδήλωσε ὅτι ἡ Ἀμερικὴ δὲν ἐγκατέλειψε τὴν προσπάθειαν διὰ τὴν ἐξεύρεσιν εἰρηνικῆς λύσεως εἰς τὸ πρόβλημα. Ἐπίσης ἐτόνισεν ὅτι ἡ κυβέρνησις παρακολουθεῖ στενῶς τὰς ἐξελίξεις καὶ ὅτι θὰ ἐξακολουθήσῃ τὰς ἐπαφὰς μὲ τὰς φιλικὰς χώρας. Αἱ ἐπιχειρήσεις συνεχίζονται εἰς διάφορα σημεῖα τῆς περιοχῆς, ἐνῷ αἱ διαπραγματεύσεις ἀναμένεται νὰ ἀρχίσουν προσεχῶς. bbox=[824, 529, 1000, 669]
headline-iordania: ΑΠΟΚΑΤΕΣΤΑΘΗΣΑΝ ΔΙΠΛΩΜΑΤΙΚΑΙ ΣΧΕΣΕΙΣ ΜΕΤΑΞΥ ΙΟΡΔΑΝΙΑΣ ΚΑΙ ΔΥΤΙΚΗΣ ΓΕΡΜΑΝΙΑΣ bbox=[640, 1790, 1000, 1826]
article-text: ΟΥΑΣΙΓΚΤΩΝ, 13. (Ἀσσ. Πρές).— Ὁ ὑπουργὸς τῶν Ἐξωτερικῶν τῶν Ἡνωμένων Πολιτειῶν κ. Ντῆν Ράσκ ἐδήλωσε ὅτι ἡ Ἀμερικὴ δὲν ἐγκατέλειψε τὴν προσπάθειαν διὰ τὴν ἐξεύρεσιν εἰρηνικῆς λύσεως εἰς τὸ πρόβλημα. Ἐπίσης ἐτόνισεν ὅτι ἡ κυβέρνησις παρακολουθεῖ στενῶς τὰς ἐξελίξεις καὶ ὅτι θὰ ἐξακολουθήσῃ τὰς ἐπαφὰς μὲ τὰς φιλικὰς χώρας. Αἱ ἐπιχειρήσεις συνεχίζονται εἰς διάφορα σημεῖα τῆς περιοχῆς, ἐνῷ αἱ διαπραγματεύσεις ἀναμένεται νὰ ἀρχίσουν προσεχῶς. bbox=[10, 1304, 199, 1432]
article-text: ΟΥΑΣΙΓΚΤΩΝ, 13. (Ἀσσ. Πρές).— Ὁ ὑπουργὸς τῶν Ἐξωτερικῶν τῶν Ἡνωμένων Πολιτειῶν κ. Ντῆν Ράσκ ἐδήλωσε ὅτι ἡ Ἀμερικὴ δὲν ἐγκατέλειψε τὴν προσπάθειαν διὰ τὴν ἐξεύρεσιν εἰρηνικῆς λύσεως εἰς τὸ πρόβλημα. Ἐπίσης ἐτόνισεν ὅτι ἡ κυβέρνησις παρακολουθεῖ στενῶς τὰς ἐξελίξεις καὶ ὅτι θὰ ἐξακολουθήσῃ τὰς ἐπαφὰς μὲ τὰς φιλικὰς χώρας. Αἱ ἐπιχειρήσεις συνεχίζονται εἰς διάφορα σημεῖα τῆς περιοχῆς, ἐνῷ αἱ διαπραγματεύσεις ἀναμένεται νὰ ἀρχίσουν προσεχῶς. bbox=[10, 1648, 199, 1777]
article-text: ΟΥΑΣΙΓΚΤΩΝ, 13. (Ἀσσ. Πρές).— Ὁ ὑπουργὸς τῶν Ἐξωτερικῶν τῶν Ἡνωμένων Πολιτειῶν κ. Ντῆν Ράσκ ἐδήλωσε ὅτι ἡ Ἀμερικὴ δὲν ἐγκατέλειψε τὴν προσπάθειαν διὰ τὴν ἐξεύρεσιν εἰρηνικῆς λύσεως εἰς τὸ πρόβλημα. Ἐπίσης ἐτόνισεν ὅτι ἡ κυβέρνησις παρακολουθεῖ στενῶς τὰς ἐξελίξεις καὶ ὅτι θὰ ἐξακολουθήσῃ τὰς ἐπαφὰς μὲ τὰς φιλικὰς χώρας. Αἱ ἐπιχειρήσεις συνεχίζονται εἰς διάφορα σημεῖα τῆς περιοχῆς, ἐνῷ αἱ διαπραγματεύσεις ἀναμένεται νὰ ἀρχίσουν προσεχῶς. bbox=[824, 162, 1000, 303]
headline-synodos-ekklisias: ΣΥΓΚΑΛΕΙΤΑΙ ΣΥΝΟΔΟΣ ΤΗΣ ΚΑΘΟΛΙΚΗΣ ΕΚΚΛΗΣΙΑΣ ΠΡΟΣ ΚΑΤΑΠΟΛΕΜΗΣΙΝ ΤΟΥ ΚΥΜΑΤΟΣ ΤΗΣ ΑΘΕ·Ι·ΑΣ bbox=[640, 874, 1000, 910]
article-text: ΟΥΑΣΙΓΚΤΩΝ, 13. (Ἀσσ. Πρές).— Ὁ ὑπουργὸς τῶν Ἐξωτερικῶν τῶν Ἡνωμένων Πολιτειῶν κ. Ντῆν Ράσκ ἐδήλωσε ὅτι ἡ Ἀμερικὴ δὲν ἐγκατέλειψε τὴν προσπάθειαν διὰ τὴν ἐξεύρεσιν εἰρηνικῆς λύσεως εἰς τὸ πρόβλημα. Ἐπίσης ἐτόνισεν ὅτι ἡ κυβέρνησις παρακολουθεῖ στενῶς τὰς ἐξελίξεις καὶ ὅτι θὰ ἐξακολουθήσῃ τὰς ἐπαφὰς μὲ τὰς φιλικὰς χώρας. Αἱ ἐπιχειρήσεις συνεχίζονται εἰς διάφορα σημεῖα τῆς περιοχῆς, ἐνῷ αἱ διαπραγματεύσεις ἀναμένεται νὰ ἀρχίσουν προσεχῶς. bbox=[640, 726, 816, 867]
headline-ypallhloi: ΥΠΑΛΛΗΛΟΙ ΤΟΥ ΣΕΚ ΕΤΕΘΗΣΑΝ ΕΙΣ ΔΙΑΘΕΣΙΜΟΤΗΤΑ bbox=[423, 1053, 619, 1082]
article-text: ΟΥΑΣΙΓΚΤΩΝ, 13. (Ἀσσ. Πρές).— Ὁ ὑπουργὸς τῶν Ἐξωτερικῶν τῶν Ἡνωμένων Πολιτειῶν κ. Ντῆν Ράσκ ἐδήλωσε ὅτι ἡ Ἀμερικὴ δὲν ἐγκατέλειψε τὴν προσπάθειαν διὰ τὴν ἐξεύρεσιν εἰρηνικῆς λύσεως εἰς τὸ πρόβλημα. Ἐπίσης ἐτόνισεν ὅτι ἡ κυβέρνησις παρακολουθεῖ στενῶς τὰς ἐξελίξεις καὶ ὅτι θὰ ἐξακολουθήσῃ τὰς ἐπαφὰς μὲ τὰς φιλικὰς χώρας. Αἱ ἐπιχειρήσεις συνεχίζονται εἰς διάφορα σημεῖα τῆς περιοχῆς, ἐνῷ αἱ διαπραγματεύσεις ἀναμένεται νὰ ἀρχίσουν προσεχῶς. bbox=[1010, 1127, 1236, 1232]
headline-synedrion: ΔΙΕΘΝΕΣ ΣΥΝΕΔΡΙΟΝ ΚΟΜΜΩΤΙΚΗΣ ΤΕΧΝΗΣ ΟΡΓΑΝΟΥΤΑΙ ΤΗΝ ΔΕΥΤΕΡΑΝ ΕΙΣ ΑΘΗΝΑΣ bbox=[10, 1062, 395, 1105]
article-text: ΟΥΑΣΙΓΚΤΩΝ, 13. (Ἀσσ. Πρές).— Ὁ ὑπουργὸς τῶν Ἐξωτερικῶν τῶν Ἡνωμένων Πολιτειῶν κ. Ντῆν Ράσκ ἐδήλωσε ὅτι ἡ Ἀμερικὴ δὲν ἐγκατέλειψε τὴν προσπάθειαν διὰ τὴν ἐξεύρεσιν εἰρηνικῆς λύσεως εἰς τὸ πρόβλημα. Ἐπίσης ἐτόνισεν ὅτι ἡ κυβέρνησις παρακολουθεῖ στενῶς τὰς ἐξελίξεις καὶ ὅτι θὰ ἐξακολουθήσῃ τὰς ἐπαφὰς μὲ τὰς φιλικὰς χώρας. Αἱ ἐπιχειρήσεις συνεχίζονται εἰς διάφορα σημεῖα τῆς περιοχῆς, ἐνῷ αἱ διαπραγματεύσεις ἀναμένεται νὰ ἀρχίσουν προσεχῶς. bbox=[640, 1459, 816, 1600]
headline-livyi: ΕΠΑΝΕΛΗΦΘΗΣΑΝ ΑΙ ΕΡΕΥΝΑΙ ΕΙΣ ΤΗΝ ΛΙΒΥΗΝ ΔΙΑ ΤΗΝ ΑΝΑΚΑΛΥΨΙΝ ΦΛΕΒΩΝ ΠΕΤΡΕΛΑΙΟΥ bbox=[640, 1607, 1000, 1643]
article-text: ΟΥΑΣΙΓΚΤΩΝ, 13. (Ἀσσ. Πρές).— Ὁ ὑπουργὸς τῶν Ἐξωτερικῶν τῶν Ἡνωμένων Πολιτειῶν κ. Ντῆν Ράσκ ἐδήλωσε ὅτι ἡ Ἀμερικὴ δὲν ἐγκατέλειψε τὴν προσπάθειαν διὰ τὴν ἐξεύρεσιν εἰρηνικῆς λύσεως εἰς τὸ πρόβλημα. Ἐπίσης ἐτόνισεν ὅτι ἡ κυβέρνησις παρακολουθεῖ στενῶς τὰς ἐξελίξεις καὶ ὅτι θὰ ἐξακολουθήσῃ τὰς ἐπαφὰς μὲ τὰς φιλικὰς χώρας. Αἱ ἐπιχειρήσεις συνεχίζονται εἰς διάφορα σημεῖα τῆς περιοχῆς, ἐνῷ αἱ διαπραγματεύσεις ἀναμένεται νὰ ἀρχίσουν προσεχῶς. bbox=[1206, 161, 1396, 289]
article-text: ΟΥΑΣΙΓΚΤΩΝ, 13. (Ἀσσ. Πρές).— Ὁ ὑπουργὸς τῶν Ἐξωτερικῶν τῶν Ἡνωμένων Πολιτειῶν κ. Ντῆν Ράσκ ἐδήλωσε ὅτι ἡ Ἀμερικὴ δὲν ἐγκατέλειψε τὴν προσπάθειαν διὰ τὴν ἐξεύρεσιν εἰρηνικῆς λύσεως εἰς τὸ πρόβλημα. Ἐπίσης ἐτόνισεν ὅτι ἡ κυβέρνησις παρακολουθεῖ στενῶς τὰς ἐξελίξεις καὶ ὅτι θὰ ἐξακολουθήσῃ τὰς ἐπαφὰς μὲ τὰς φιλικὰς χώρας. Αἱ ἐπιχειρήσεις συνεχίζονται εἰς διάφορα σημεῖα τῆς περιοχῆς, ἐνῷ αἱ διαπραγματεύσεις ἀναμένεται νὰ ἀρχίσουν προσεχῶς. bbox=[640, 529, 816, 669]
headline-marixouana: Η ΜΑΡΙΧΟΥΑΝΑ ΜΕΤΑΒΑΛΛΕΙ ΤΗΝ ΠΡΟΣΩΠΙΚΟΤΗΤΑ ΑΝΕΚΟΙΝΩΣΕ ΚΑΘΗΓΗΤΗΣ ΕΙΣ ΔΙΕΘΝΕΣ ΣΕΜΙΝΑΡΙΟΝ bbox=[1254, 1482, 1592, 1531]
column-middle bbox=[640, 14, 1000, 1967]
headline-anadryi: ΟΙ ΑΝΑΝΔΡΟΙ ΚΑΛΛΑΡΥΤΩΝ ΕΚΦΡΑΖΟΥΝ ΕΥΧΑΡΙΣΤΙΑΣ ΠΡΟΣ ΤΟΝ κ. ΠΟΥΛΑΝΤΖΑΝ bbox=[1012, 1086, 1234, 1128]
kantara-subhead: Τό Τέλ Αβίβ μελετᾶ τήν προσάρτησιν τῶν ἐδαφῶν τῆς περιοχῆς τῆς Γάζης bbox=[1018, 106, 1584, 154]
article-text: ΟΥΑΣΙΓΚΤΩΝ, 13. (Ἀσσ. Πρές).— Ὁ ὑπουργὸς τῶν Ἐξωτερικῶν τῶν Ἡνωμένων Πολιτειῶν κ. Ντῆν Ράσκ ἐδήλωσε ὅτι ἡ Ἀμερικὴ δὲν ἐγκατέλειψε τὴν προσπάθειαν διὰ τὴν ἐξεύρεσιν εἰρηνικῆς λύσεως εἰς τὸ πρόβλημα. Ἐπίσης ἐτόνισεν ὅτι ἡ κυβέρνησις παρακολουθεῖ στενῶς τὰς ἐξελίξεις καὶ ὅτι θὰ ἐξακολουθήσῃ τὰς ἐπαφὰς μὲ τὰς φιλικὰς χώρας. Αἱ ἐπιχειρήσεις συνεχίζονται εἰς διάφορα σημεῖα τῆς περιοχῆς, ἐνῷ αἱ διαπραγματεύσεις ἀναμένεται νὰ ἀρχίσουν προσεχῶς. bbox=[1010, 1828, 1199, 1957]
article-text: ΟΥΑΣΙΓΚΤΩΝ, 13. (Ἀσσ. Πρές).— Ὁ ὑπουργὸς τῶν Ἐξωτερικῶν τῶν Ἡνωμένων Πολιτειῶν κ. Ντῆν Ράσκ ἐδήλωσε ὅτι ἡ Ἀμερικὴ δὲν ἐγκατέλειψε τὴν προσπάθειαν διὰ τὴν ἐξεύρεσιν εἰρηνικῆς λύσεως εἰς τὸ πρόβλημα. Ἐπίσης ἐτόνισεν ὅτι ἡ κυβέρνησις παρακολουθεῖ στενῶς τὰς ἐξελίξεις καὶ ὅτι θὰ ἐξακολουθήσῃ τὰς ἐπαφὰς μὲ τὰς φιλικὰς χώρας. Αἱ ἐπιχειρήσεις συνεχίζονται εἰς διάφορα σημεῖα τῆς περιοχῆς, ἐνῷ αἱ διαπραγματεύσεις ἀναμένεται νὰ ἀρχίσουν προσεχῶς. bbox=[427, 585, 629, 702]
section-heading: ΣΥΣΤΑΣΕΙΣ ΒΡΕΤΑΝΝΩΝ bbox=[458, 570, 597, 583]
headline-pompidou: Ο κ. ΠΟΜΠΙΝΤΟΥ ΜΕΤΕΒΗ ΕΙΣ ΤΗΝ ΒΙΕΝΝΗΝ bbox=[1020, 619, 1225, 651]
article-text: ΟΥΑΣΙΓΚΤΩΝ, 13. (Ἀσσ. Πρές).— Ὁ ὑπουργὸς τῶν Ἐξωτερικῶν τῶν Ἡνωμένων Πολιτειῶν κ. Ντῆν Ράσκ ἐδήλωσε ὅτι ἡ Ἀμερικὴ δὲν ἐγκατέλειψε τὴν προσπάθειαν διὰ τὴν ἐξεύρεσιν εἰρηνικῆς λύσεως εἰς τὸ πρόβλημα. Ἐπίσης ἐτόνισεν ὅτι ἡ κυβέρνησις παρακολουθεῖ στενῶς τὰς ἐξελίξεις καὶ ὅτι θὰ ἐξακολουθήσῃ τὰς ἐπαφὰς μὲ τὰς φιλικὰς χώρας. Αἱ ἐπιχειρήσεις συνεχίζονται εἰς διάφορα σημεῖα τῆς περιοχῆς, ἐνῷ αἱ διαπραγματεύσεις ἀναμένεται νὰ ἀρχίσουν προσεχῶς. bbox=[640, 1093, 816, 1233]
article-text: ΟΥΑΣΙΓΚΤΩΝ, 13. (Ἀσσ. Πρές).— Ὁ ὑπουργὸς τῶν Ἐξωτερικῶν τῶν Ἡνωμένων Πολιτειῶν κ. Ντῆν Ράσκ ἐδήλωσε ὅτι ἡ Ἀμερικὴ δὲν ἐγκατέλειψε τὴν προσπάθειαν διὰ τὴν ἐξεύρεσιν εἰρηνικῆς λύσεως εἰς τὸ πρόβλημα. Ἐπίσης ἐτόνισεν ὅτι ἡ κυβέρνησις παρακολουθεῖ στενῶς τὰς ἐξελίξεις καὶ ὅτι θὰ ἐξακολουθήσῃ τὰς ἐπαφὰς μὲ τὰς φιλικὰς χώρας. Αἱ ἐπιχειρήσεις συνεχίζονται εἰς διάφορα σημεῖα τῆς περιοχῆς, ἐνῷ αἱ διαπραγματεύσεις ἀναμένεται νὰ ἀρχίσουν προσεχῶς. bbox=[1427, 1322, 1593, 1474]
section-heading: ΘΑ ΠΑΡΑΜΕΙΝΗ bbox=[1077, 655, 1169, 668]
article-text: ΟΥΑΣΙΓΚΤΩΝ, 13. (Ἀσσ. Πρές).— Ὁ ὑπουργὸς τῶν Ἐξωτερικῶν τῶν Ἡνωμένων Πολιτειῶν κ. Ντῆν Ράσκ ἐδήλωσε ὅτι ἡ Ἀμερικὴ δὲν ἐγκατέλειψε τὴν προσπάθειαν διὰ τὴν ἐξεύρεσιν εἰρηνικῆς λύσεως εἰς τὸ πρόβλημα. Ἐπίσης ἐτόνισεν ὅτι ἡ κυβέρνησις παρακολουθεῖ στενῶς τὰς ἐξελίξεις καὶ ὅτι θὰ ἐξακολουθήσῃ τὰς ἐπαφὰς μὲ τὰς φιλικὰς χώρας. Αἱ ἐπιχειρήσεις συνεχίζονται εἰς διάφορα σημεῖα τῆς περιοχῆς, ἐνῷ αἱ διαπραγματεύσεις ἀναμένεται νὰ ἀρχίσουν προσεχῶς. bbox=[1010, 1390, 1236, 1495]
headline-pistoseon: ΔΙΑΘΕΣΙΣ ΠΙΣΤΩΣΕΩΝ ΔΙΑ ΤΗΝ ΕΚΤΕΛΕΣΙΝ ΕΡΓΩΝ ΟΔΟΠΟΙΪΑΣ bbox=[1031, 797, 1214, 825]
article-text: ΟΥΑΣΙΓΚΤΩΝ, 13. (Ἀσσ. Πρές).— Ὁ ὑπουργὸς τῶν Ἐξωτερικῶν τῶν Ἡνωμένων Πολιτειῶν κ. Ντῆν Ράσκ ἐδήλωσε ὅτι ἡ Ἀμερικὴ δὲν ἐγκατέλειψε τὴν προσπάθειαν διὰ τὴν ἐξεύρεσιν εἰρηνικῆς λύσεως εἰς τὸ πρόβλημα. Ἐπίσης ἐτόνισεν ὅτι ἡ κυβέρνησις παρακολουθεῖ στενῶς τὰς ἐξελίξεις καὶ ὅτι θὰ ἐξακολουθήσῃ τὰς ἐπαφὰς μὲ τὰς φιλικὰς χώρας. Αἱ ἐπιχειρήσεις συνεχίζονται εἰς διάφορα σημεῖα τῆς περιοχῆς, ἐνῷ αἱ διαπραγματεύσεις ἀναμένεται νὰ ἀρχίσουν προσεχῶς. bbox=[1427, 703, 1593, 855]
article-text: ΟΥΑΣΙΓΚΤΩΝ, 13. (Ἀσσ. Πρές).— Ὁ ὑπουργὸς τῶν Ἐξωτερικῶν τῶν Ἡνωμένων Πολιτειῶν κ. Ντῆν Ράσκ ἐδήλωσε ὅτι ἡ Ἀμερικὴ δὲν ἐγκατέλειψε τὴν προσπάθειαν διὰ τὴν ἐξεύρεσιν εἰρηνικῆς λύσεως εἰς τὸ πρόβλημα. Ἐπίσης ἐτόνισεν ὅτι ἡ κυβέρνησις παρακολουθεῖ στενῶς τὰς ἐξελίξεις καὶ ὅτι θὰ ἐξακολουθήσῃ τὰς ἐπαφὰς μὲ τὰς φιλικὰς χώρας. Αἱ ἐπιχειρήσεις συνεχίζονται εἰς διάφορα σημεῖα τῆς περιοχῆς, ἐνῷ αἱ διαπραγματεύσεις ἀναμένεται νὰ ἀρχίσουν προσεχῶς. bbox=[824, 1276, 1000, 1416]
column-left bbox=[10, 14, 628, 2050]
article-text: ΟΥΑΣΙΓΚΤΩΝ, 13. (Ἀσσ. Πρές).— Ὁ ὑπουργὸς τῶν Ἐξωτερικῶν τῶν Ἡνωμένων Πολιτειῶν κ. Ντῆν Ράσκ ἐδήλωσε ὅτι ἡ Ἀμερικὴ δὲν ἐγκατέλειψε τὴν προσπάθειαν διὰ τὴν ἐξεύρεσιν εἰρηνικῆς λύσεως εἰς τὸ πρόβλημα. Ἐπίσης ἐτόνισεν ὅτι ἡ κυβέρνησις παρακολουθεῖ στενῶς τὰς ἐξελίξεις καὶ ὅτι θὰ ἐξακολουθήσῃ τὰς ἐπαφὰς μὲ τὰς φιλικὰς χώρας. Αἱ ἐπιχειρήσεις συνεχίζονται εἰς διάφορα σημεῖα τῆς περιοχῆς, ἐνῷ αἱ διαπραγματεύσεις ἀναμένεται νὰ ἀρχίσουν προσεχῶς. bbox=[218, 449, 420, 566]
article-text: ΟΥΑΣΙΓΚΤΩΝ, 13. (Ἀσσ. Πρές).— Ὁ ὑπουργὸς τῶν Ἐξωτερικῶν τῶν Ἡνωμένων Πολιτειῶν κ. Ντῆν Ράσκ ἐδήλωσε ὅτι ἡ Ἀμερικὴ δὲν ἐγκατέλειψε τὴν προσπάθειαν διὰ τὴν ἐξεύρεσιν εἰρηνικῆς λύσεως εἰς τὸ πρόβλημα. Ἐπίσης ἐτόνισεν ὅτι ἡ κυβέρνησις παρακολουθεῖ στενῶς τὰς ἐξελίξεις καὶ ὅτι θὰ ἐξακολουθήσῃ τὰς ἐπαφὰς μὲ τὰς φιλικὰς χώρας. Αἱ ἐπιχειρήσεις συνεχίζονται εἰς διάφορα σημεῖα τῆς περιοχῆς, ἐνῷ αἱ διαπραγματεύσεις ἀναμένεται νὰ ἀρχίσουν προσεχῶς. bbox=[1010, 458, 1199, 586]
section-heading: ΝΑ ΠΡΥΤΑΝΕΥΣΗ Η ΛΟΓΙΚΗ bbox=[1419, 443, 1576, 456]
article-text: ΟΥΑΣΙΓΚΤΩΝ, 13. (Ἀσσ. Πρές).— Ὁ ὑπουργὸς τῶν Ἐξωτερικῶν τῶν Ἡνωμένων Πολιτειῶν κ. Ντῆν Ράσκ ἐδήλωσε ὅτι ἡ Ἀμερικὴ δὲν ἐγκατέλειψε τὴν προσπάθειαν διὰ τὴν ἐξεύρεσιν εἰρηνικῆς λύσεως εἰς τὸ πρόβλημα. Ἐπίσης ἐτόνισεν ὅτι ἡ κυβέρνησις παρακολουθεῖ στενῶς τὰς ἐξελίξεις καὶ ὅτι θὰ ἐξακολουθήσῃ τὰς ἐπαφὰς μὲ τὰς φιλικὰς χώρας. Αἱ ἐπιχειρήσεις συνεχίζονται εἰς διάφορα σημεῖα τῆς περιοχῆς, ἐνῷ αἱ διαπραγματεύσεις ἀναμένεται νὰ ἀρχίσουν προσεχῶς. bbox=[1403, 458, 1593, 586]
article-text: ΟΥΑΣΙΓΚΤΩΝ, 13. (Ἀσσ. Πρές).— Ὁ ὑπουργὸς τῶν Ἐξωτερικῶν τῶν Ἡνωμένων Πολιτειῶν κ. Ντῆν Ράσκ ἐδήλωσε ὅτι ἡ Ἀμερικὴ δὲν ἐγκατέλειψε τὴν προσπάθειαν διὰ τὴν ἐξεύρεσιν εἰρηνικῆς λύσεως εἰς τὸ πρόβλημα. Ἐπίσης ἐτόνισεν ὅτι ἡ κυβέρνησις παρακολουθεῖ στενῶς τὰς ἐξελίξεις καὶ ὅτι θὰ ἐξακολουθήσῃ τὰς ἐπαφὰς μὲ τὰς φιλικὰς χώρας. Αἱ ἐπιχειρήσεις συνεχίζονται εἰς διάφορα σημεῖα τῆς περιοχῆς, ἐνῷ αἱ διαπραγματεύσεις ἀναμένεται νὰ ἀρχίσουν προσεχῶς. bbox=[1427, 884, 1593, 1036]
headline-seixata: ΣΕΪ-ΧΑΤΑ ΤΗΣ ΝΟΤΙΟΥ ΑΡΑΒΙΑΣ ΚΑΤΕΛΗΦΘΗΣΑΝ ΥΠΟ ΔΥΝΑΜΕΩΝ ΤΟΥ ΑΠΕΛΕΥΘΕΡΩΤΙΚΟΥ ΜΕΤΩΠΟΥ bbox=[10, 1439, 395, 1496]
article-text: ΟΥΑΣΙΓΚΤΩΝ, 13. (Ἀσσ. Πρές).— Ὁ ὑπουργὸς τῶν Ἐξωτερικῶν τῶν Ἡνωμένων Πολιτειῶν κ. Ντῆν Ράσκ ἐδήλωσε ὅτι ἡ Ἀμερικὴ δὲν ἐγκατέλειψε τὴν προσπάθειαν διὰ τὴν ἐξεύρεσιν εἰρηνικῆς λύσεως εἰς τὸ πρόβλημα. Ἐπίσης ἐτόνισεν ὅτι ἡ κυβέρνησις παρακολουθεῖ στενῶς τὰς ἐξελίξεις καὶ ὅτι θὰ ἐξακολουθήσῃ τὰς ἐπαφὰς μὲ τὰς φιλικὰς χώρας. Αἱ ἐπιχειρήσεις συνεχίζονται εἰς διάφορα σημεῖα τῆς περιοχῆς, ἐνῷ αἱ διαπραγματεύσεις ἀναμένεται νὰ ἀρχίσουν προσεχῶς. bbox=[323, 758, 628, 839]
headline-katedikasthi: ΚΑΤΕΔΙΚΑΣΘΗ ΟΔΗΓΟΣ ΥΠΑΙΤΙΟΣ ΑΤΥΧΗΜΑΤΟΣ bbox=[1445, 860, 1574, 885]
headline-forologismos: Η ΦΟΡΟΛΟΓΙΣΜΟΣ ΙΣΧΥΣ ΚΑΙ ΤΟ ΜΕΓΙΣΤΟΝ ΜΗΚΟΣ ΤΩΝ ΕΠΙΒΑΤΗΓΩΝ Δ.Χ. bbox=[1431, 667, 1588, 704]
headline-eksagogi: Η ΠΡΟΘΕΣΜΙΑ ΕΞΑΓΩΓΗΣ ΣΤΑΦΙΔΟΚΑΡΠΟΥ bbox=[444, 1667, 598, 1695]
article-text: ΟΥΑΣΙΓΚΤΩΝ, 13. (Ἀσσ. Πρές).— Ὁ ὑπουργὸς τῶν Ἐξωτερικῶν τῶν Ἡνωμένων Πολιτειῶν κ. Ντῆν Ράσκ ἐδήλωσε ὅτι ἡ Ἀμερικὴ δὲν ἐγκατέλειψε τὴν προσπάθειαν διὰ τὴν ἐξεύρεσιν εἰρηνικῆς λύσεως εἰς τὸ πρόβλημα. Ἐπίσης ἐτόνισεν ὅτι ἡ κυβέρνησις παρακολουθεῖ στενῶς τὰς ἐξελίξεις καὶ ὅτι θὰ ἐξακολουθήσῃ τὰς ἐπαφὰς μὲ τὰς φιλικὰς χώρας. Αἱ ἐπιχειρήσεις συνεχίζονται εἰς διάφορα σημεῖα τῆς περιοχῆς, ἐνῷ αἱ διαπραγματεύσεις ἀναμένεται νὰ ἀρχίσουν προσεχῶς. bbox=[10, 195, 211, 311]
article-text: ΟΥΑΣΙΓΚΤΩΝ, 13. (Ἀσσ. Πρές).— Ὁ ὑπουργὸς τῶν Ἐξωτερικῶν τῶν Ἡνωμένων Πολιτειῶν κ. Ντῆν Ράσκ ἐδήλωσε ὅτι ἡ Ἀμερικὴ δὲν ἐγκατέλειψε τὴν προσπάθειαν διὰ τὴν ἐξεύρεσιν εἰρηνικῆς λύσεως εἰς τὸ πρόβλημα. Ἐπίσης ἐτόνισεν ὅτι ἡ κυβέρνησις παρακολουθεῖ στενῶς τὰς ἐξελίξεις καὶ ὅτι θὰ ἐξακολουθήσῃ τὰς ἐπαφὰς μὲ τὰς φιλικὰς χώρας. Αἱ ἐπιχειρήσεις συνεχίζονται εἰς διάφορα σημεῖα τῆς περιοχῆς, ἐνῷ αἱ διαπραγματεύσεις ἀναμένεται νὰ ἀρχίσουν προσεχῶς. bbox=[1427, 1570, 1593, 1723]
demirel-subhead: ΣΗΜΕΡΟΝ ΑΡΧΙΖΟΥΝ ΑΙ ΣΥΝΟΜΙΛΙΑΙ ΠΕΡΙ ΤΩΝ ΣΧΕΣΕΩΝ ΜΕΤΑΞΥ ΤΩΝ ΒΑΛΚΑΝΙΚΩΝ ΧΩΡΩΝ bbox=[651, 122, 989, 157]
headline-karydas: Ο ΓΕΝΙΚΟΣ ΔΙΕΥΘΥΝΤΗΣ ΤΥΠΟΥ κ. ΚΑΡΥΔΑΣ ΣΥΓΧΑΙΡΕΙ ΤΗΝ ΔΙΟΙΚΗΣΙΝ ΤΗΣ ΠΑΝΑΡΚΑΔΙΚΗΣ ΟΜΟΣΠΟΝΔΙΑΣ bbox=[10, 866, 395, 923]
section-heading: «ΚΟΣΜΟΣ 176» bbox=[432, 844, 519, 857]
article-text: ΟΥΑΣΙΓΚΤΩΝ, 13. (Ἀσσ. Πρές).— Ὁ ὑπουργὸς τῶν Ἐξωτερικῶν τῶν Ἡνωμένων Πολιτειῶν κ. Ντῆν Ράσκ ἐδήλωσε ὅτι ἡ Ἀμερικὴ δὲν ἐγκατέλειψε τὴν προσπάθειαν διὰ τὴν ἐξεύρεσιν εἰρηνικῆς λύσεως εἰς τὸ πρόβλημα. Ἐπίσης ἐτόνισεν ὅτι ἡ κυβέρνησις παρακολουθεῖ στενῶς τὰς ἐξελίξεις καὶ ὅτι θὰ ἐξακολουθήσῃ τὰς ἐπαφὰς μὲ τὰς φιλικὰς χώρας. Αἱ ἐπιχειρήσεις συνεχίζονται εἰς διάφορα σημεῖα τῆς περιοχῆς, ἐνῷ αἱ διαπραγματεύσεις ἀναμένεται νὰ ἀρχίσουν προσεχῶς. bbox=[1427, 1110, 1593, 1263]
article-text: ΟΥΑΣΙΓΚΤΩΝ, 13. (Ἀσσ. Πρές).— Ὁ ὑπουργὸς τῶν Ἐξωτερικῶν τῶν Ἡνωμένων Πολιτειῶν κ. Ντῆν Ράσκ ἐδήλωσε ὅτι ἡ Ἀμερικὴ δὲν ἐγκατέλειψε τὴν προσπάθειαν διὰ τὴν ἐξεύρεσιν εἰρηνικῆς λύσεως εἰς τὸ πρόβλημα. Ἐπίσης ἐτόνισεν ὅτι ἡ κυβέρνησις παρακολουθεῖ στενῶς τὰς ἐξελίξεις καὶ ὅτι θὰ ἐξακολουθήσῃ τὰς ἐπαφὰς μὲ τὰς φιλικὰς χώρας. Αἱ ἐπιχειρήσεις συνεχίζονται εἰς διάφορα σημεῖα τῆς περιοχῆς, ἐνῷ αἱ διαπραγματεύσεις ἀναμένεται νὰ ἀρχίσουν προσεχῶς. bbox=[1010, 309, 1199, 438]
headline-sarvejor: Ο ΣΑΡΒΕΪΟΡ ΕΠΡΑΓΜΑΤΟΠΟΙΗΣΕ ΠΕΙΡΑΜΑΤΑ ΠΡΟΣ ΚΑΘΟΡΙΣΜΟΝ ΤΗΣ ΑΝΤΟΧΗΣ ΠΥΡΑΥΛΩΝ ΕΙΣ ΤΗΝ ΠΥΡΑΚΤΩΣΙΝ ΚΑΤΑ ΤΗΝ ΠΡΟΣΕΔΑΦΙΣΙΝ bbox=[10, 712, 628, 755]
article-text: ΟΥΑΣΙΓΚΤΩΝ, 13. (Ἀσσ. Πρές).— Ὁ ὑπουργὸς τῶν Ἐξωτερικῶν τῶν Ἡνωμένων Πολιτειῶν κ. Ντῆν Ράσκ ἐδήλωσε ὅτι ἡ Ἀμερικὴ δὲν ἐγκατέλειψε τὴν προσπάθειαν διὰ τὴν ἐξεύρεσιν εἰρηνικῆς λύσεως εἰς τὸ πρόβλημα. Ἐπίσης ἐτόνισεν ὅτι ἡ κυβέρνησις παρακολουθεῖ στενῶς τὰς ἐξελίξεις καὶ ὅτι θὰ ἐξακολουθήσῃ τὰς ἐπαφὰς μὲ τὰς φιλικὰς χώρας. Αἱ ἐπιχειρήσεις συνεχίζονται εἰς διάφορα σημεῖα τῆς περιοχῆς, ἐνῷ αἱ διαπραγματεύσεις ἀναμένεται νὰ ἀρχίσουν προσεχῶς. bbox=[1010, 824, 1236, 929]
section-heading: ΡΩΣΙΚΗ ΒΟΗΘΕΙΑ bbox=[268, 434, 370, 447]
article-text: ΟΥΑΣΙΓΚΤΩΝ, 13. (Ἀσσ. Πρές).— Ὁ ὑπουργὸς τῶν Ἐξωτερικῶν τῶν Ἡνωμένων Πολιτειῶν κ. Ντῆν Ράσκ ἐδήλωσε ὅτι ἡ Ἀμερικὴ δὲν ἐγκατέλειψε τὴν προσπάθειαν διὰ τὴν ἐξεύρεσιν εἰρηνικῆς λύσεως εἰς τὸ πρόβλημα. Ἐπίσης ἐτόνισεν ὅτι ἡ κυβέρνησις παρακολουθεῖ στενῶς τὰς ἐξελίξεις καὶ ὅτι θὰ ἐξακολουθήσῃ τὰς ἐπαφὰς μὲ τὰς φιλικὰς χώρας. Αἱ ἐπιχειρήσεις συνεχίζονται εἰς διάφορα σημεῖα τῆς περιοχῆς, ἐνῷ αἱ διαπραγματεύσεις ἀναμένεται νὰ ἀρχίσουν προσεχῶς. bbox=[427, 1932, 629, 2049]
article-text: ΟΥΑΣΙΓΚΤΩΝ, 13. (Ἀσσ. Πρές).— Ὁ ὑπουργὸς τῶν Ἐξωτερικῶν τῶν Ἡνωμένων Πολιτειῶν κ. Ντῆν Ράσκ ἐδήλωσε ὅτι ἡ Ἀμερικὴ δὲν ἐγκατέλειψε τὴν προσπάθειαν διὰ τὴν ἐξεύρεσιν εἰρηνικῆς λύσεως εἰς τὸ πρόβλημα. Ἐπίσης ἐτόνισεν ὅτι ἡ κυβέρνησις παρακολουθεῖ στενῶς τὰς ἐξελίξεις καὶ ὅτι θὰ ἐξακολουθήσῃ τὰς ἐπαφὰς μὲ τὰς φιλικὰς χώρας. Αἱ ἐπιχειρήσεις συνεχίζονται εἰς διάφορα σημεῖα τῆς περιοχῆς, ἐνῷ αἱ διαπραγματεύσεις ἀναμένεται νὰ ἀρχίσουν προσεχῶς. bbox=[206, 1108, 396, 1236]
section-heading: ΜΟΔΕΣΤΑΙ ΤΟΥ ΒΙΕΤΚΟΓΚ bbox=[36, 180, 184, 193]
article-text: ΟΥΑΣΙΓΚΤΩΝ, 13. (Ἀσσ. Πρές).— Ὁ ὑπουργὸς τῶν Ἐξωτερικῶν τῶν Ἡνωμένων Πολιτειῶν κ. Ντῆν Ράσκ ἐδήλωσε ὅτι ἡ Ἀμερικὴ δὲν ἐγκατέλειψε τὴν προσπάθειαν διὰ τὴν ἐξεύρεσιν εἰρηνικῆς λύσεως εἰς τὸ πρόβλημα. Ἐπίσης ἐτόνισεν ὅτι ἡ κυβέρνησις παρακολουθεῖ στενῶς τὰς ἐξελίξεις καὶ ὅτι θὰ ἐξακολουθήσῃ τὰς ἐπαφὰς μὲ τὰς φιλικὰς χώρας. Αἱ ἐπιχειρήσεις συνεχίζονται εἰς διάφορα σημεῖα τῆς περιοχῆς, ἐνῷ αἱ διαπραγματεύσεις ἀναμένεται νὰ ἀρχίσουν προσεχῶς. bbox=[1206, 1828, 1396, 1957]
demirel-headline: Ο Ντεμιρέλ μετέβη μέ τρεῖς ὑπουργούς εἰς Βουκουρέστιον bbox=[664, 13, 976, 119]
article-text: ΟΥΑΣΙΓΚΤΩΝ, 13. (Ἀσσ. Πρές).— Ὁ ὑπουργὸς τῶν Ἐξωτερικῶν τῶν Ἡνωμένων Πολιτειῶν κ. Ντῆν Ράσκ ἐδήλωσε ὅτι ἡ Ἀμερικὴ δὲν ἐγκατέλειψε τὴν προσπάθειαν διὰ τὴν ἐξεύρεσιν εἰρηνικῆς λύσεως εἰς τὸ πρόβλημα. Ἐπίσης ἐτόνισεν ὅτι ἡ κυβέρνησις παρακολουθεῖ στενῶς τὰς ἐξελίξεις καὶ ὅτι θὰ ἐξακολουθήσῃ τὰς ἐπαφὰς μὲ τὰς φιλικὰς χώρας. Αἱ ἐπιχειρήσεις συνεχίζονται εἰς διάφορα σημεῖα τῆς περιοχῆς, ἐνῷ αἱ διαπραγματεύσεις ἀναμένεται νὰ ἀρχίσουν προσεχῶς. bbox=[218, 312, 420, 429]
section-heading: Η ΚΑΤΟΧΗ ΤΗΣ ΓΑΖΗΣ bbox=[1041, 443, 1168, 456]
section-heading: ΤΑ ΟΠΛΑ ΤΩΝ ΒΙΕΤ ΚΟΓΚ bbox=[456, 434, 599, 447]
article-text: ΟΥΑΣΙΓΚΤΩΝ, 13. (Ἀσσ. Πρές).— Ὁ ὑπουργὸς τῶν Ἐξωτερικῶν τῶν Ἡνωμένων Πολιτειῶν κ. Ντῆν Ράσκ ἐδήλωσε ὅτι ἡ Ἀμερικὴ δὲν ἐγκατέλειψε τὴν προσπάθειαν διὰ τὴν ἐξεύρεσιν εἰρηνικῆς λύσεως εἰς τὸ πρόβλημα. Ἐπίσης ἐτόνισεν ὅτι ἡ κυβέρνησις παρακολουθεῖ στενῶς τὰς ἐξελίξεις καὶ ὅτι θὰ ἐξακολουθήσῃ τὰς ἐπαφὰς μὲ τὰς φιλικὰς χώρας. Αἱ ἐπιχειρήσεις συνεχίζονται εἰς διάφορα σημεῖα τῆς περιοχῆς, ἐνῷ αἱ διαπραγματεύσεις ἀναμένεται νὰ ἀρχίσουν προσεχῶς. bbox=[414, 1544, 628, 1661]
headline-kassius: Ο ΚΑΣΣΙΟΥΣ ΚΛΑΪ·Υ· ΗΡΧΙΣΕ ΤΟΝ ΠΥΓΜΑΧΙΚΟΝ ΒΙΟΝ ΜΕ ΙΣΧΥΡΑΝ ΓΡΟΘΙΑΝ ΕΙΣ ΤΑ ΔΟΝΤΙΑ ΤΗΣ ΜΗΤΡΟΣ ΤΟΥ bbox=[640, 1057, 1000, 1093]
article-text: ΟΥΑΣΙΓΚΤΩΝ, 13. (Ἀσσ. Πρές).— Ὁ ὑπουργὸς τῶν Ἐξωτερικῶν τῶν Ἡνωμένων Πολιτειῶν κ. Ντῆν Ράσκ ἐδήλωσε ὅτι ἡ Ἀμερικὴ δὲν ἐγκατέλειψε τὴν προσπάθειαν διὰ τὴν ἐξεύρεσιν εἰρηνικῆς λύσεως εἰς τὸ πρόβλημα. Ἐπίσης ἐτόνισεν ὅτι ἡ κυβέρνησις παρακολουθεῖ στενῶς τὰς ἐξελίξεις καὶ ὅτι θὰ ἐξακολουθήσῃ τὰς ἐπαφὰς μὲ τὰς φιλικὰς χώρας. Αἱ ἐπιχειρήσεις συνεχίζονται εἰς διάφορα σημεῖα τῆς περιοχῆς, ἐνῷ αἱ διαπραγματεύσεις ἀναμένεται νὰ ἀρχίσουν προσεχῶς. bbox=[206, 1500, 396, 1628]
article-text: ΟΥΑΣΙΓΚΤΩΝ, 13. (Ἀσσ. Πρές).— Ὁ ὑπουργὸς τῶν Ἐξωτερικῶν τῶν Ἡνωμένων Πολιτειῶν κ. Ντῆν Ράσκ ἐδήλωσε ὅτι ἡ Ἀμερικὴ δὲν ἐγκατέλειψε τὴν προσπάθειαν διὰ τὴν ἐξεύρεσιν εἰρηνικῆς λύσεως εἰς τὸ πρόβλημα. Ἐπίσης ἐτόνισεν ὅτι ἡ κυβέρνησις παρακολουθεῖ στενῶς τὰς ἐξελίξεις καὶ ὅτι θὰ ἐξακολουθήσῃ τὰς ἐπαφὰς μὲ τὰς φιλικὰς χώρας. Αἱ ἐπιχειρήσεις συνεχίζονται εἰς διάφορα σημεῖα τῆς περιοχῆς, ἐνῷ αἱ διαπραγματεύσεις ἀναμένεται νὰ ἀρχίσουν προσεχῶς. bbox=[1403, 1828, 1593, 1957]
article-text: ΟΥΑΣΙΓΚΤΩΝ, 13. (Ἀσσ. Πρές).— Ὁ ὑπουργὸς τῶν Ἐξωτερικῶν τῶν Ἡνωμένων Πολιτειῶν κ. Ντῆν Ράσκ ἐδήλωσε ὅτι ἡ Ἀμερικὴ δὲν ἐγκατέλειψε τὴν προσπάθειαν διὰ τὴν ἐξεύρεσιν εἰρηνικῆς λύσεως εἰς τὸ πρόβλημα. Ἐπίσης ἐτόνισεν ὅτι ἡ κυβέρνησις παρακολουθεῖ στενῶς τὰς ἐξελίξεις καὶ ὅτι θὰ ἐξακολουθήσῃ τὰς ἐπαφὰς μὲ τὰς φιλικὰς χώρας. Αἱ ἐπιχειρήσεις συνεχίζονται εἰς διάφορα σημεῖα τῆς περιοχῆς, ἐνῷ αἱ διαπραγματεύσεις ἀναμένεται νὰ ἀρχίσουν προσεχῶς. bbox=[10, 331, 211, 448]
main-subhead: Η Ουάσιγκτων, έπανέλαβεν ό κ. Ράσκ έπιθυμεί άποκατάστασιν τής ειρήνης bbox=[13, 118, 625, 168]
headline-synodos-atlantikou: Η ΣΥΝΟΔΟΣ ΤΗΣ ΕΠΙΤΡΟΠΗΣ ΤΥΠΟΠΟΙΗΣΕΩΣ ΑΤΛΑΝΤΙΚΟΥ ΣΥΜΦΩΝΟΥ bbox=[1035, 935, 1210, 976]
headline-endiaferon: ΕΝΔΙΑΦΕΡΟΝ ΞΕΝΟΥ ΟΙΚΟΥ ΔΙΑ ΤΑ ΕΛΛΗΝΙΚΑ ΦΡΟΥΤΑ bbox=[1433, 1727, 1586, 1752]
headline-sovietiki: Η ΣΟΒΙΕΤΙΚΗ ΕΝΩΣΙΣ ΘΕΩΡΕΙ ΩΣ ΥΠΕΥΘΥΝΟΥΣ ΔΙΑ ΤΟΝ ΠΟΛΕΜΟΝ ΕΙΣ ΤΗΝ ΝΙΓΗΡΙΑΝ ΤΗΝ ΑΜΕΡΙΚΗΝ, ΤΗΝ ΓΕΡΜΑΝΙΑΝ ΚΑΙ ΠΟΡΤΟΓΑΛΙΑΝ bbox=[1259, 619, 1587, 664]
headline-elleimma: ΝΕΟΝ ΕΛΛΕΙΜΜΑ ΣΗΜΕΙΩΘΗ ΚΑΤΑ ΤΟΝ ΑΥΓΟΥΣΤΟΝ ΕΙΣ ΤΟ ΕΞΩΤΕΡΙΚΟΝ ΕΜΠΟΡΙΟΝ ΤΗΣ ΒΡΕΤΑΝΝΙΑΣ bbox=[640, 1240, 1000, 1276]
main-headline: Η ΑΜΕΡΙΚΗ ΕΓΚΑΤΕΛΕΙΨΕ ΤΗΝ ΙΔΕΑΝ ΝΑ ΦΕΡΗ ΕΙΣ ΤΑ ΗΝ. ΕΘΝΗ ΤΟ ΠΡΟΒΛΗΜΑ ΤΟΥ ΝΟΤΙΟΥ ΒΙΕΤΝΑΜ bbox=[13, 12, 625, 113]
section-heading: ΧΑΤΑΔΙΚΗ ΑΡΑΒΩΝ bbox=[1443, 294, 1552, 307]
article-text: ΟΥΑΣΙΓΚΤΩΝ, 13. (Ἀσσ. Πρές).— Ὁ ὑπουργὸς τῶν Ἐξωτερικῶν τῶν Ἡνωμένων Πολιτειῶν κ. Ντῆν Ράσκ ἐδήλωσε ὅτι ἡ Ἀμερικὴ δὲν ἐγκατέλειψε τὴν προσπάθειαν διὰ τὴν ἐξεύρεσιν εἰρηνικῆς λύσεως εἰς τὸ πρόβλημα. Ἐπίσης ἐτόνισεν ὅτι ἡ κυβέρνησις παρακολουθεῖ στενῶς τὰς ἐξελίξεις καὶ ὅτι θὰ ἐξακολουθήσῃ τὰς ἐπαφὰς μὲ τὰς φιλικὰς χώρας. Αἱ ἐπιχειρήσεις συνεχίζονται εἰς διάφορα σημεῖα τῆς περιοχῆς, ἐνῷ αἱ διαπραγματεύσεις ἀναμένεται νὰ ἀρχίσουν προσεχῶς. bbox=[640, 1276, 816, 1416]
section-heading: ΥΠΟ ΜΗΤΡΟΠΟΛΙΤΩΝ bbox=[459, 916, 584, 929]
article-text: ΟΥΑΣΙΓΚΤΩΝ, 13. (Ἀσσ. Πρές).— Ὁ ὑπουργὸς τῶν Ἐξωτερικῶν τῶν Ἡνωμένων Πολιτειῶν κ. Ντῆν Ράσκ ἐδήλωσε ὅτι ἡ Ἀμερικὴ δὲν ἐγκατέλειψε τὴν προσπάθειαν διὰ τὴν ἐξεύρεσιν εἰρηνικῆς λύσεως εἰς τὸ πρόβλημα. Ἐπίσης ἐτόνισεν ὅτι ἡ κυβέρνησις παρακολουθεῖ στενῶς τὰς ἐξελίξεις καὶ ὅτι θὰ ἐξακολουθήσῃ τὰς ἐπαφὰς μὲ τὰς φιλικὰς χώρας. Αἱ ἐπιχειρήσεις συνεχίζονται εἰς διάφορα σημεῖα τῆς περιοχῆς, ἐνῷ αἱ διαπραγματεύσεις ἀναμένεται νὰ ἀρχίσουν προσεχῶς. bbox=[1010, 1265, 1236, 1370]
article-text: ΟΥΑΣΙΓΚΤΩΝ, 13. (Ἀσσ. Πρές).— Ὁ ὑπουργὸς τῶν Ἐξωτερικῶν τῶν Ἡνωμένων Πολιτειῶν κ. Ντῆν Ράσκ ἐδήλωσε ὅτι ἡ Ἀμερικὴ δὲν ἐγκατέλειψε τὴν προσπάθειαν διὰ τὴν ἐξεύρεσιν εἰρηνικῆς λύσεως εἰς τὸ πρόβλημα. Ἐπίσης ἐτόνισεν ὅτι ἡ κυβέρνησις παρακολουθεῖ στενῶς τὰς ἐξελίξεις καὶ ὅτι θὰ ἐξακολουθήσῃ τὰς ἐπαφὰς μὲ τὰς φιλικὰς χώρας. Αἱ ἐπιχειρήσεις συνεχίζονται εἰς διάφορα σημεῖα τῆς περιοχῆς, ἐνῷ αἱ διαπραγματεύσεις ἀναμένεται νὰ ἀρχίσουν προσεχῶς. bbox=[640, 1826, 816, 1966]
article-text: ΟΥΑΣΙΓΚΤΩΝ, 13. (Ἀσσ. Πρές).— Ὁ ὑπουργὸς τῶν Ἐξωτερικῶν τῶν Ἡνωμένων Πολιτειῶν κ. Ντῆν Ράσκ ἐδήλωσε ὅτι ἡ Ἀμερικὴ δὲν ἐγκατέλειψε τὴν προσπάθειαν διὰ τὴν ἐξεύρεσιν εἰρηνικῆς λύσεως εἰς τὸ πρόβλημα. Ἐπίσης ἐτόνισεν ὅτι ἡ κυβέρνησις παρακολουθεῖ στενῶς τὰς ἐξελίξεις καὶ ὅτι θὰ ἐξακολουθήσῃ τὰς ἐπαφὰς μὲ τὰς φιλικὰς χώρας. Αἱ ἐπιχειρήσεις συνεχίζονται εἰς διάφορα σημεῖα τῆς περιοχῆς, ἐνῷ αἱ διαπραγματεύσεις ἀναμένεται νὰ ἀρχίσουν προσεχῶς. bbox=[414, 931, 628, 1048]
headline-smith: Η ΝΟΤ. ΡΟΔΕΣΙΑ ΕΤΟΝΙΣΕΝ Ο ΠΡΩΘΥΠΟΥΡΓΟΣ κ. ΣΜΙΘ ΘΑ ΑΥΤΟΑΝΑΚΗΡΥΧΘΗ ΕΙΣ ΔΗΜΟΚΡΑΤΙΑΝ ΔΙΑΚΟΠΤΟΥΣΑ ΤΟΥΣ ΔΕΣΜΟΥΣ ΜΕ ΤΗΝ ΒΡΕΤΑΝΝΙΑΝ bbox=[1254, 1044, 1592, 1107]
article-text: ΟΥΑΣΙΓΚΤΩΝ, 13. (Ἀσσ. Πρές).— Ὁ ὑπουργὸς τῶν Ἐξωτερικῶν τῶν Ἡνωμένων Πολιτειῶν κ. Ντῆν Ράσκ ἐδήλωσε ὅτι ἡ Ἀμερικὴ δὲν ἐγκατέλειψε τὴν προσπάθειαν διὰ τὴν ἐξεύρεσιν εἰρηνικῆς λύσεως εἰς τὸ πρόβλημα. Ἐπίσης ἐτόνισεν ὅτι ἡ κυβέρνησις παρακολουθεῖ στενῶς τὰς ἐξελίξεις καὶ ὅτι θὰ ἐξακολουθήσῃ τὰς ἐπαφὰς μὲ τὰς φιλικὰς χώρας. Αἱ ἐπιχειρήσεις συνεχίζονται εἰς διάφορα σημεῖα τῆς περιοχῆς, ἐνῷ αἱ διαπραγματεύσεις ἀναμένεται νὰ ἀρχίσουν προσεχῶς. bbox=[824, 726, 1000, 867]
decorative-border bbox=[414, 1862, 628, 1876]
article-text: ΟΥΑΣΙΓΚΤΩΝ, 13. (Ἀσσ. Πρές).— Ὁ ὑπουργὸς τῶν Ἐξωτερικῶν τῶν Ἡνωμένων Πολιτειῶν κ. Ντῆν Ράσκ ἐδήλωσε ὅτι ἡ Ἀμερικὴ δὲν ἐγκατέλειψε τὴν προσπάθειαν διὰ τὴν ἐξεύρεσιν εἰρηνικῆς λύσεως εἰς τὸ πρόβλημα. Ἐπίσης ἐτόνισεν ὅτι ἡ κυβέρνησις παρακολουθεῖ στενῶς τὰς ἐξελίξεις καὶ ὅτι θὰ ἐξακολουθήσῃ τὰς ἐπαφὰς μὲ τὰς φιλικὰς χώρας. Αἱ ἐπιχειρήσεις συνεχίζονται εἰς διάφορα σημεῖα τῆς περιοχῆς, ἐνῷ αἱ διαπραγματεύσεις ἀναμένεται νὰ ἀρχίσουν προσεχῶς. bbox=[1254, 1322, 1420, 1474]
article-text: ΟΥΑΣΙΓΚΤΩΝ, 13. (Ἀσσ. Πρές).— Ὁ ὑπουργὸς τῶν Ἐξωτερικῶν τῶν Ἡνωμένων Πολιτειῶν κ. Ντῆν Ράσκ ἐδήλωσε ὅτι ἡ Ἀμερικὴ δὲν ἐγκατέλειψε τὴν προσπάθειαν διὰ τὴν ἐξεύρεσιν εἰρηνικῆς λύσεως εἰς τὸ πρόβλημα. Ἐπίσης ἐτόνισεν ὅτι ἡ κυβέρνησις παρακολουθεῖ στενῶς τὰς ἐξελίξεις καὶ ὅτι θὰ ἐξακολουθήσῃ τὰς ἐπαφὰς μὲ τὰς φιλικὰς χώρας. Αἱ ἐπιχειρήσεις συνεχίζονται εἰς διάφορα σημεῖα τῆς περιοχῆς, ἐνῷ αἱ διαπραγματεύσεις ἀναμένεται νὰ ἀρχίσουν προσεχῶς. bbox=[206, 1304, 396, 1432]
article-text: ΟΥΑΣΙΓΚΤΩΝ, 13. (Ἀσσ. Πρές).— Ὁ ὑπουργὸς τῶν Ἐξωτερικῶν τῶν Ἡνωμένων Πολιτειῶν κ. Ντῆν Ράσκ ἐδήλωσε ὅτι ἡ Ἀμερικὴ δὲν ἐγκατέλειψε τὴν προσπάθειαν διὰ τὴν ἐξεύρεσιν εἰρηνικῆς λύσεως εἰς τὸ πρόβλημα. Ἐπίσης ἐτόνισεν ὅτι ἡ κυβέρνησις παρακολουθεῖ στενῶς τὰς ἐξελίξεις καὶ ὅτι θὰ ἐξακολουθήσῃ τὰς ἐπαφὰς μὲ τὰς φιλικὰς χώρας. Αἱ ἐπιχειρήσεις συνεχίζονται εἰς διάφορα σημεῖα τῆς περιοχῆς, ἐνῷ αἱ διαπραγματεύσεις ἀναμένεται νὰ ἀρχίσουν προσεχῶς. bbox=[218, 1932, 420, 2049]
column-rule bbox=[1004, 14, 1006, 2284]
